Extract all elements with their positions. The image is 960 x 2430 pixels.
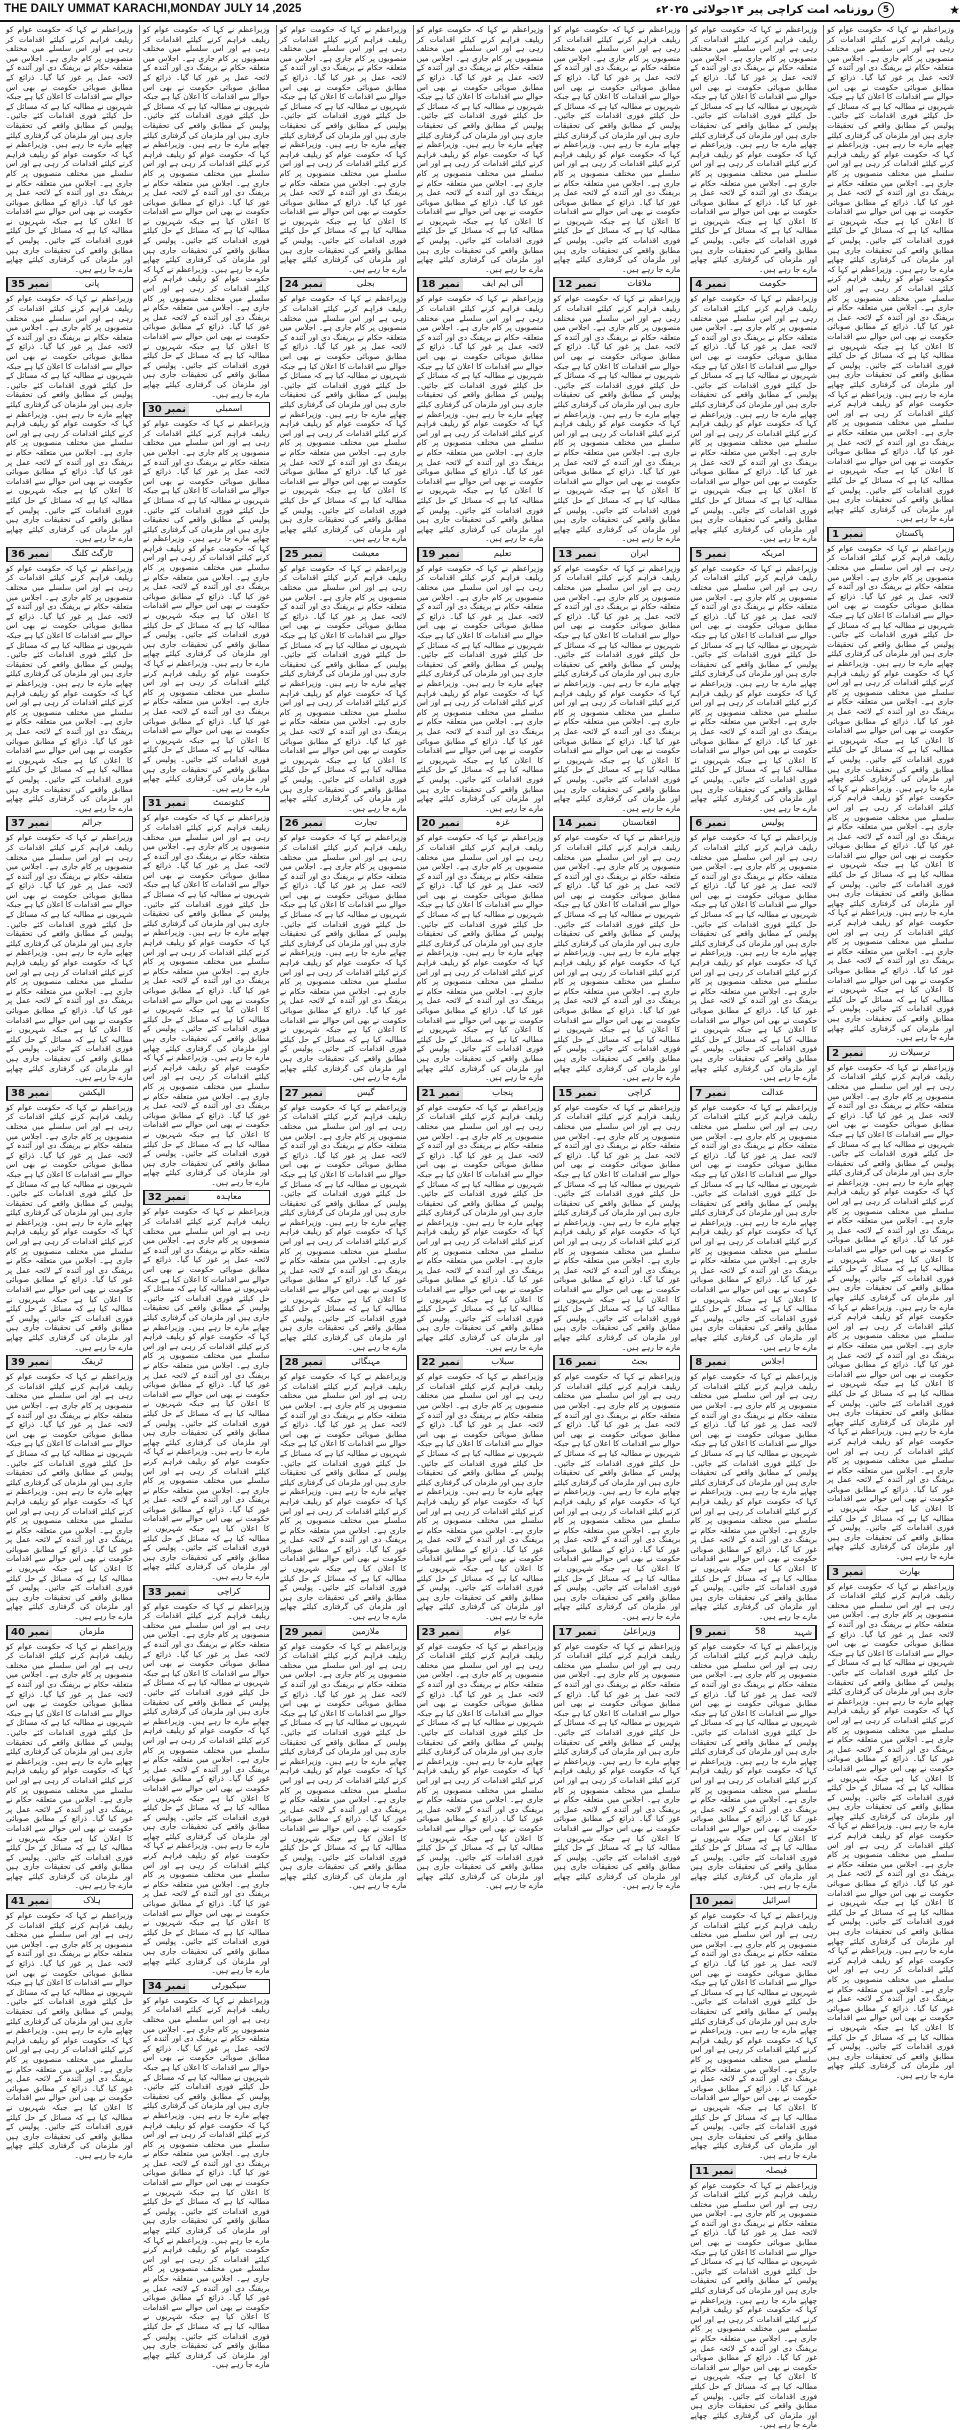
continuation-title: الیکشن <box>78 1087 106 1098</box>
continuation-item <box>417 277 544 543</box>
continuation-number: نمبر 3 <box>828 1566 866 1579</box>
continuation-item <box>690 547 817 813</box>
continuation-number: نمبر 1 <box>828 528 866 541</box>
continuation-title: غزہ <box>495 818 510 829</box>
continuation-title: 58 <box>754 1626 766 1637</box>
article-body: وزیراعظم نے کہا کہ حکومت عوام کو ریلیف فراہم کرنے کیلئے اقدامات کر رہی ہے اور اس سلسلے میں مختلف منصوبوں پر کام جاری ہے۔ اجلاس میں متعلقہ حکام نے بریفنگ دی اور آئندہ کے لائحہ عمل پر غور کیا گیا۔ ذرائع کے مطابق صوبائی حکومت نے بھی اس حوالے سے اقدامات کا اعلان کیا ہے جبکہ شہریوں نے مطالبہ کیا ہے کہ مسائل کے حل کیلئے فوری اقدامات کئے جائیں۔ پولیس کے مطابق واقعے کی تحقیقات جاری ہیں اور ملزمان کی گرفتاری کیلئے چھاپے مارے جا رہے ہیں۔ وزیراعظم نے کہا کہ حکومت عوام کو ریلیف فراہم کرنے کیلئے اقدامات کر رہی ہے اور اس سلسلے میں مختلف منصوبوں پر کام جاری ہے۔ اجلاس میں متعلقہ حکام نے بریفنگ دی اور آئندہ کے لائحہ عمل پر غور کیا گیا۔ ذرائع کے مطابق صوبائی حکومت نے بھی اس حوالے سے اقدامات کا اعلان کیا ہے جبکہ شہریوں نے مطالبہ کیا ہے کہ مسائل کے حل کیلئے فوری اقدامات کئے جائیں۔ پولیس کے مطابق واقعے کی تحقیقات جاری ہیں اور ملزمان کی گرفتاری کیلئے چھاپے مارے جا رہے ہیں۔ <box>279 25 407 274</box>
continuation-title: وزیراعلیٰ <box>623 1626 656 1637</box>
continuation-number: نمبر 18 <box>418 278 463 291</box>
article-body: وزیراعظم نے کہا کہ حکومت عوام کو ریلیف فراہم کرنے کیلئے اقدامات کر رہی ہے اور اس سلسلے میں مختلف منصوبوں پر کام جاری ہے۔ اجلاس میں متعلقہ حکام نے بریفنگ دی اور آئندہ کے لائحہ عمل پر غور کیا گیا۔ ذرائع کے مطابق صوبائی حکومت نے بھی اس حوالے سے اقدامات کا اعلان کیا ہے جبکہ شہریوں نے مطالبہ کیا ہے کہ مسائل کے حل کیلئے فوری اقدامات کئے جائیں۔ پولیس کے مطابق واقعے کی تحقیقات جاری ہیں اور ملزمان کی گرفتاری کیلئے چھاپے مارے جا رہے ہیں۔ وزیراعظم نے کہا کہ حکومت عوام کو ریلیف فراہم کرنے کیلئے اقدامات کر رہی ہے اور اس سلسلے میں مختلف منصوبوں پر کام جاری ہے۔ اجلاس میں متعلقہ حکام نے بریفنگ دی اور آئندہ کے لائحہ عمل پر غور کیا گیا۔ ذرائع کے مطابق صوبائی حکومت نے بھی اس حوالے سے اقدامات کا اعلان کیا ہے جبکہ شہریوں نے مطالبہ کیا ہے کہ مسائل کے حل کیلئے فوری اقدامات کئے جائیں۔ پولیس کے مطابق واقعے کی تحقیقات جاری ہیں اور ملزمان کی گرفتاری کیلئے چھاپے مارے جا رہے ہیں۔ <box>416 563 544 813</box>
continuation-header <box>280 547 407 562</box>
article-body: وزیراعظم نے کہا کہ حکومت عوام کو ریلیف فراہم کرنے کیلئے اقدامات کر رہی ہے اور اس سلسلے میں مختلف منصوبوں پر کام جاری ہے۔ اجلاس میں متعلقہ حکام نے بریفنگ دی اور آئندہ کے لائحہ عمل پر غور کیا گیا۔ ذرائع کے مطابق صوبائی حکومت نے بھی اس حوالے سے اقدامات کا اعلان کیا ہے جبکہ شہریوں نے مطالبہ کیا ہے کہ مسائل کے حل کیلئے فوری اقدامات کئے جائیں۔ پولیس کے مطابق واقعے کی تحقیقات جاری ہیں اور ملزمان کی گرفتاری کیلئے چھاپے مارے جا رہے ہیں۔ وزیراعظم نے کہا کہ حکومت عوام کو ریلیف فراہم کرنے کیلئے اقدامات کر رہی ہے اور اس سلسلے میں مختلف منصوبوں پر کام جاری ہے۔ اجلاس میں متعلقہ حکام نے بریفنگ دی اور آئندہ کے لائحہ عمل پر غور کیا گیا۔ ذرائع کے مطابق صوبائی حکومت نے بھی اس حوالے سے اقدامات کا اعلان کیا ہے جبکہ شہریوں نے مطالبہ کیا ہے کہ مسائل کے حل کیلئے فوری اقدامات کئے جائیں۔ پولیس کے مطابق واقعے کی تحقیقات جاری ہیں اور ملزمان کی گرفتاری کیلئے چھاپے مارے جا رہے ہیں۔ <box>5 25 133 274</box>
continuation-title: فیصلہ <box>765 2165 788 2176</box>
news-column <box>139 25 273 2370</box>
article-body: وزیراعظم نے کہا کہ حکومت عوام کو ریلیف فراہم کرنے کیلئے اقدامات کر رہی ہے اور اس سلسلے میں مختلف منصوبوں پر کام جاری ہے۔ اجلاس میں متعلقہ حکام نے بریفنگ دی اور آئندہ کے لائحہ عمل پر غور کیا گیا۔ ذرائع کے مطابق صوبائی حکومت نے بھی اس حوالے سے اقدامات کا اعلان کیا ہے جبکہ شہریوں نے مطالبہ کیا ہے کہ مسائل کے حل کیلئے فوری اقدامات کئے جائیں۔ پولیس کے مطابق واقعے کی تحقیقات جاری ہیں اور ملزمان کی گرفتاری کیلئے چھاپے مارے جا رہے ہیں۔ وزیراعظم نے کہا کہ حکومت عوام کو ریلیف فراہم کرنے کیلئے اقدامات کر رہی ہے اور اس سلسلے میں مختلف منصوبوں پر کام جاری ہے۔ اجلاس میں متعلقہ حکام نے بریفنگ دی اور آئندہ کے لائحہ عمل پر غور کیا گیا۔ ذرائع کے مطابق صوبائی حکومت نے بھی اس حوالے سے اقدامات کا اعلان کیا ہے جبکہ شہریوں نے مطالبہ کیا ہے کہ مسائل کے حل کیلئے فوری اقدامات کئے جائیں۔ پولیس کے مطابق واقعے کی تحقیقات جاری ہیں اور ملزمان کی گرفتاری کیلئے چھاپے مارے جا رہے ہیں۔ <box>279 1641 407 1891</box>
continuation-number: نمبر 41 <box>7 1895 52 1908</box>
continuation-header <box>690 1894 817 1909</box>
article-body: وزیراعظم نے کہا کہ حکومت عوام کو ریلیف فراہم کرنے کیلئے اقدامات کر رہی ہے اور اس سلسلے میں مختلف منصوبوں پر کام جاری ہے۔ اجلاس میں متعلقہ حکام نے بریفنگ دی اور آئندہ کے لائحہ عمل پر غور کیا گیا۔ ذرائع کے مطابق صوبائی حکومت نے بھی اس حوالے سے اقدامات کا اعلان کیا ہے جبکہ شہریوں نے مطالبہ کیا ہے کہ مسائل کے حل کیلئے فوری اقدامات کئے جائیں۔ پولیس کے مطابق واقعے کی تحقیقات جاری ہیں اور ملزمان کی گرفتاری کیلئے چھاپے مارے جا رہے ہیں۔ وزیراعظم نے کہا کہ حکومت عوام کو ریلیف فراہم کرنے کیلئے اقدامات کر رہی ہے اور اس سلسلے میں مختلف منصوبوں پر کام جاری ہے۔ اجلاس میں متعلقہ حکام نے بریفنگ دی اور آئندہ کے لائحہ عمل پر غور کیا گیا۔ ذرائع کے مطابق صوبائی حکومت نے بھی اس حوالے سے اقدامات کا اعلان کیا ہے جبکہ شہریوں نے مطالبہ کیا ہے کہ مسائل کے حل کیلئے فوری اقدامات کئے جائیں۔ پولیس کے مطابق واقعے کی تحقیقات جاری ہیں اور ملزمان کی گرفتاری کیلئے چھاپے مارے جا رہے ہیں۔ <box>416 294 544 544</box>
continuation-title: بجٹ <box>631 1357 648 1368</box>
article-body: وزیراعظم نے کہا کہ حکومت عوام کو ریلیف فراہم کرنے کیلئے اقدامات کر رہی ہے اور اس سلسلے میں مختلف منصوبوں پر کام جاری ہے۔ اجلاس میں متعلقہ حکام نے بریفنگ دی اور آئندہ کے لائحہ عمل پر غور کیا گیا۔ ذرائع کے مطابق صوبائی حکومت نے بھی اس حوالے سے اقدامات کا اعلان کیا ہے جبکہ شہریوں نے مطالبہ کیا ہے کہ مسائل کے حل کیلئے فوری اقدامات کئے جائیں۔ پولیس کے مطابق واقعے کی تحقیقات جاری ہیں اور ملزمان کی گرفتاری کیلئے چھاپے مارے جا رہے ہیں۔ وزیراعظم نے کہا کہ حکومت عوام کو ریلیف فراہم کرنے کیلئے اقدامات کر رہی ہے اور اس سلسلے میں مختلف منصوبوں پر کام جاری ہے۔ اجلاس میں متعلقہ حکام نے بریفنگ دی اور آئندہ کے لائحہ عمل پر غور کیا گیا۔ ذرائع کے مطابق صوبائی حکومت نے بھی اس حوالے سے اقدامات کا اعلان کیا ہے جبکہ شہریوں نے مطالبہ کیا ہے کہ مسائل کے حل کیلئے فوری اقدامات کئے جائیں۔ پولیس کے مطابق واقعے کی تحقیقات جاری ہیں اور ملزمان کی گرفتاری کیلئے چھاپے مارے جا رہے ہیں۔ وزیراعظم نے کہا کہ حکومت عوام کو ریلیف فراہم کرنے کیلئے اقدامات کر رہی ہے اور اس سلسلے میں مختلف منصوبوں پر کام جاری ہے۔ اجلاس میں متعلقہ حکام نے بریفنگ دی اور آئندہ کے لائحہ عمل پر غور کیا گیا۔ ذرائع کے مطابق صوبائی حکومت نے بھی اس حوالے سے اقدامات کا اعلان کیا ہے جبکہ شہریوں نے مطالبہ کیا ہے کہ مسائل کے حل کیلئے فوری اقدامات کئے جائیں۔ پولیس کے مطابق واقعے کی تحقیقات جاری ہیں اور ملزمان کی گرفتاری کیلئے چھاپے مارے جا رہے ہیں۔ <box>142 419 270 793</box>
continuation-header <box>690 1625 817 1640</box>
continuation-item <box>280 1355 407 1621</box>
continuation-number: نمبر 10 <box>691 1895 736 1908</box>
continuation-title: ہلاک <box>83 1896 101 1907</box>
continuation-title: ملازمین <box>352 1626 380 1637</box>
continuation-number: نمبر 32 <box>144 1191 189 1204</box>
continuation-header <box>6 1086 133 1101</box>
continuation-title: پنجاب <box>492 1087 514 1098</box>
continuation-header <box>280 1086 407 1101</box>
article-body: وزیراعظم نے کہا کہ حکومت عوام کو ریلیف فراہم کرنے کیلئے اقدامات کر رہی ہے اور اس سلسلے میں مختلف منصوبوں پر کام جاری ہے۔ اجلاس میں متعلقہ حکام نے بریفنگ دی اور آئندہ کے لائحہ عمل پر غور کیا گیا۔ ذرائع کے مطابق صوبائی حکومت نے بھی اس حوالے سے اقدامات کا اعلان کیا ہے جبکہ شہریوں نے مطالبہ کیا ہے کہ مسائل کے حل کیلئے فوری اقدامات کئے جائیں۔ پولیس کے مطابق واقعے کی تحقیقات جاری ہیں اور ملزمان کی گرفتاری کیلئے چھاپے مارے جا رہے ہیں۔ وزیراعظم نے کہا کہ حکومت عوام کو ریلیف فراہم کرنے کیلئے اقدامات کر رہی ہے اور اس سلسلے میں مختلف منصوبوں پر کام جاری ہے۔ اجلاس میں متعلقہ حکام نے بریفنگ دی اور آئندہ کے لائحہ عمل پر غور کیا گیا۔ ذرائع کے مطابق صوبائی حکومت نے بھی اس حوالے سے اقدامات کا اعلان کیا ہے جبکہ شہریوں نے مطالبہ کیا ہے کہ مسائل کے حل کیلئے فوری اقدامات کئے جائیں۔ پولیس کے مطابق واقعے کی تحقیقات جاری ہیں اور ملزمان کی گرفتاری کیلئے چھاپے مارے جا رہے ہیں۔ <box>5 833 133 1083</box>
continuation-title: گیس <box>356 1087 375 1098</box>
continuation-title: مہنگائی <box>351 1357 381 1368</box>
continuation-number: نمبر 35 <box>7 278 52 291</box>
continuation-header <box>827 1046 954 1061</box>
continuation-title: ملاقات <box>627 279 652 290</box>
continuation-title: بھارت <box>899 1566 921 1577</box>
continuation-number: نمبر 30 <box>144 403 189 416</box>
continuation-number: نمبر 31 <box>144 797 189 810</box>
continuation-title: معیشت <box>352 548 380 559</box>
continuation-item <box>6 547 133 813</box>
continuation-number: نمبر 23 <box>418 1626 463 1639</box>
article-body: وزیراعظم نے کہا کہ حکومت عوام کو ریلیف فراہم کرنے کیلئے اقدامات کر رہی ہے اور اس سلسلے میں مختلف منصوبوں پر کام جاری ہے۔ اجلاس میں متعلقہ حکام نے بریفنگ دی اور آئندہ کے لائحہ عمل پر غور کیا گیا۔ ذرائع کے مطابق صوبائی حکومت نے بھی اس حوالے سے اقدامات کا اعلان کیا ہے جبکہ شہریوں نے مطالبہ کیا ہے کہ مسائل کے حل کیلئے فوری اقدامات کئے جائیں۔ پولیس کے مطابق واقعے کی تحقیقات جاری ہیں اور ملزمان کی گرفتاری کیلئے چھاپے مارے جا رہے ہیں۔ وزیراعظم نے کہا کہ حکومت عوام کو ریلیف فراہم کرنے کیلئے اقدامات کر رہی ہے اور اس سلسلے میں مختلف منصوبوں پر کام جاری ہے۔ اجلاس میں متعلقہ حکام نے بریفنگ دی اور آئندہ کے لائحہ عمل پر غور کیا گیا۔ ذرائع کے مطابق صوبائی حکومت نے بھی اس حوالے سے اقدامات کا اعلان کیا ہے جبکہ شہریوں نے مطالبہ کیا ہے کہ مسائل کے حل کیلئے فوری اقدامات کئے جائیں۔ پولیس کے مطابق واقعے کی تحقیقات جاری ہیں اور ملزمان کی گرفتاری کیلئے چھاپے مارے جا رہے ہیں۔ <box>5 1641 133 1891</box>
newspaper-title-urdu: روزنامہ امت کراچی پیر ۱۴جولائی ۲۰۲۵ء <box>655 3 874 16</box>
continuation-number: نمبر 36 <box>7 548 52 561</box>
continuation-item <box>553 1625 680 1891</box>
continuation-header <box>6 277 133 292</box>
continuation-header <box>690 2164 817 2179</box>
masthead <box>0 0 960 22</box>
continuation-item <box>280 816 407 1082</box>
article-body: وزیراعظم نے کہا کہ حکومت عوام کو ریلیف فراہم کرنے کیلئے اقدامات کر رہی ہے اور اس سلسلے میں مختلف منصوبوں پر کام جاری ہے۔ اجلاس میں متعلقہ حکام نے بریفنگ دی اور آئندہ کے لائحہ عمل پر غور کیا گیا۔ ذرائع کے مطابق صوبائی حکومت نے بھی اس حوالے سے اقدامات کا اعلان کیا ہے جبکہ شہریوں نے مطالبہ کیا ہے کہ مسائل کے حل کیلئے فوری اقدامات کئے جائیں۔ پولیس کے مطابق واقعے کی تحقیقات جاری ہیں اور ملزمان کی گرفتاری کیلئے چھاپے مارے جا رہے ہیں۔ وزیراعظم نے کہا کہ حکومت عوام کو ریلیف فراہم کرنے کیلئے اقدامات کر رہی ہے اور اس سلسلے میں مختلف منصوبوں پر کام جاری ہے۔ اجلاس میں متعلقہ حکام نے بریفنگ دی اور آئندہ کے لائحہ عمل پر غور کیا گیا۔ ذرائع کے مطابق صوبائی حکومت نے بھی اس حوالے سے اقدامات کا اعلان کیا ہے جبکہ شہریوں نے مطالبہ کیا ہے کہ مسائل کے حل کیلئے فوری اقدامات کئے جائیں۔ پولیس کے مطابق واقعے کی تحقیقات جاری ہیں اور ملزمان کی گرفتاری کیلئے چھاپے مارے جا رہے ہیں۔ <box>690 563 818 813</box>
continuation-title: تعلیم <box>493 548 512 559</box>
article-body: وزیراعظم نے کہا کہ حکومت عوام کو ریلیف فراہم کرنے کیلئے اقدامات کر رہی ہے اور اس سلسلے میں مختلف منصوبوں پر کام جاری ہے۔ اجلاس میں متعلقہ حکام نے بریفنگ دی اور آئندہ کے لائحہ عمل پر غور کیا گیا۔ ذرائع کے مطابق صوبائی حکومت نے بھی اس حوالے سے اقدامات کا اعلان کیا ہے جبکہ شہریوں نے مطالبہ کیا ہے کہ مسائل کے حل کیلئے فوری اقدامات کئے جائیں۔ پولیس کے مطابق واقعے کی تحقیقات جاری ہیں اور ملزمان کی گرفتاری کیلئے چھاپے مارے جا رہے ہیں۔ وزیراعظم نے کہا کہ حکومت عوام کو ریلیف فراہم کرنے کیلئے اقدامات کر رہی ہے اور اس سلسلے میں مختلف منصوبوں پر کام جاری ہے۔ اجلاس میں متعلقہ حکام نے بریفنگ دی اور آئندہ کے لائحہ عمل پر غور کیا گیا۔ ذرائع کے مطابق صوبائی حکومت نے بھی اس حوالے سے اقدامات کا اعلان کیا ہے جبکہ شہریوں نے مطالبہ کیا ہے کہ مسائل کے حل کیلئے فوری اقدامات کئے جائیں۔ پولیس کے مطابق واقعے کی تحقیقات جاری ہیں اور ملزمان کی گرفتاری کیلئے چھاپے مارے جا رہے ہیں۔ وزیراعظم نے کہا کہ حکومت عوام کو ریلیف فراہم کرنے کیلئے اقدامات کر رہی ہے اور اس سلسلے میں مختلف منصوبوں پر کام جاری ہے۔ اجلاس میں متعلقہ حکام نے بریفنگ دی اور آئندہ کے لائحہ عمل پر غور کیا گیا۔ ذرائع کے مطابق صوبائی حکومت نے بھی اس حوالے سے اقدامات کا اعلان کیا ہے جبکہ شہریوں نے مطالبہ کیا ہے کہ مسائل کے حل کیلئے فوری اقدامات کئے جائیں۔ پولیس کے مطابق واقعے کی تحقیقات جاری ہیں اور ملزمان کی گرفتاری کیلئے چھاپے مارے جا رہے ہیں۔ وزیراعظم نے کہا کہ حکومت عوام کو ریلیف فراہم کرنے کیلئے اقدامات کر رہی ہے اور اس سلسلے میں مختلف منصوبوں پر کام جاری ہے۔ اجلاس میں متعلقہ حکام نے بریفنگ دی اور آئندہ کے لائحہ عمل پر غور کیا گیا۔ ذرائع کے مطابق صوبائی حکومت نے بھی اس حوالے سے اقدامات کا اعلان کیا ہے جبکہ شہریوں نے مطالبہ کیا ہے کہ مسائل کے حل کیلئے فوری اقدامات کئے جائیں۔ پولیس کے مطابق واقعے کی تحقیقات جاری ہیں اور ملزمان کی گرفتاری کیلئے چھاپے مارے جا رہے ہیں۔ <box>827 543 954 1043</box>
continuation-item <box>553 277 680 543</box>
continuation-header <box>6 547 133 562</box>
continuation-header <box>417 547 544 562</box>
continuation-subtitle: شہید <box>791 1626 816 1639</box>
continuation-header <box>6 1355 133 1370</box>
star-icon: ★ <box>949 3 960 17</box>
article-body: وزیراعظم نے کہا کہ حکومت عوام کو ریلیف فراہم کرنے کیلئے اقدامات کر رہی ہے اور اس سلسلے میں مختلف منصوبوں پر کام جاری ہے۔ اجلاس میں متعلقہ حکام نے بریفنگ دی اور آئندہ کے لائحہ عمل پر غور کیا گیا۔ ذرائع کے مطابق صوبائی حکومت نے بھی اس حوالے سے اقدامات کا اعلان کیا ہے جبکہ شہریوں نے مطالبہ کیا ہے کہ مسائل کے حل کیلئے فوری اقدامات کئے جائیں۔ پولیس کے مطابق واقعے کی تحقیقات جاری ہیں اور ملزمان کی گرفتاری کیلئے چھاپے مارے جا رہے ہیں۔ وزیراعظم نے کہا کہ حکومت عوام کو ریلیف فراہم کرنے کیلئے اقدامات کر رہی ہے اور اس سلسلے میں مختلف منصوبوں پر کام جاری ہے۔ اجلاس میں متعلقہ حکام نے بریفنگ دی اور آئندہ کے لائحہ عمل پر غور کیا گیا۔ ذرائع کے مطابق صوبائی حکومت نے بھی اس حوالے سے اقدامات کا اعلان کیا ہے جبکہ شہریوں نے مطالبہ کیا ہے کہ مسائل کے حل کیلئے فوری اقدامات کئے جائیں۔ پولیس کے مطابق واقعے کی تحقیقات جاری ہیں اور ملزمان کی گرفتاری کیلئے چھاپے مارے جا رہے ہیں۔ <box>5 294 133 544</box>
article-body: وزیراعظم نے کہا کہ حکومت عوام کو ریلیف فراہم کرنے کیلئے اقدامات کر رہی ہے اور اس سلسلے میں مختلف منصوبوں پر کام جاری ہے۔ اجلاس میں متعلقہ حکام نے بریفنگ دی اور آئندہ کے لائحہ عمل پر غور کیا گیا۔ ذرائع کے مطابق صوبائی حکومت نے بھی اس حوالے سے اقدامات کا اعلان کیا ہے جبکہ شہریوں نے مطالبہ کیا ہے کہ مسائل کے حل کیلئے فوری اقدامات کئے جائیں۔ پولیس کے مطابق واقعے کی تحقیقات جاری ہیں اور ملزمان کی گرفتاری کیلئے چھاپے مارے جا رہے ہیں۔ وزیراعظم نے کہا کہ حکومت عوام کو ریلیف فراہم کرنے کیلئے اقدامات کر رہی ہے اور اس سلسلے میں مختلف منصوبوں پر کام جاری ہے۔ اجلاس میں متعلقہ حکام نے بریفنگ دی اور آئندہ کے لائحہ عمل پر غور کیا گیا۔ ذرائع کے مطابق صوبائی حکومت نے بھی اس حوالے سے اقدامات کا اعلان کیا ہے جبکہ شہریوں نے مطالبہ کیا ہے کہ مسائل کے حل کیلئے فوری اقدامات کئے جائیں۔ پولیس کے مطابق واقعے کی تحقیقات جاری ہیں اور ملزمان کی گرفتاری کیلئے چھاپے مارے جا رہے ہیں۔ وزیراعظم نے کہا کہ حکومت عوام کو ریلیف فراہم کرنے کیلئے اقدامات کر رہی ہے اور اس سلسلے میں مختلف منصوبوں پر کام جاری ہے۔ اجلاس میں متعلقہ حکام نے بریفنگ دی اور آئندہ کے لائحہ عمل پر غور کیا گیا۔ ذرائع کے مطابق صوبائی حکومت نے بھی اس حوالے سے اقدامات کا اعلان کیا ہے جبکہ شہریوں نے مطالبہ کیا ہے کہ مسائل کے حل کیلئے فوری اقدامات کئے جائیں۔ پولیس کے مطابق واقعے کی تحقیقات جاری ہیں اور ملزمان کی گرفتاری کیلئے چھاپے مارے جا رہے ہیں۔ وزیراعظم نے کہا کہ حکومت عوام کو ریلیف فراہم کرنے کیلئے اقدامات کر رہی ہے اور اس سلسلے میں مختلف منصوبوں پر کام جاری ہے۔ اجلاس میں متعلقہ حکام نے بریفنگ دی اور آئندہ کے لائحہ عمل پر غور کیا گیا۔ ذرائع کے مطابق صوبائی حکومت نے بھی اس حوالے سے اقدامات کا اعلان کیا ہے جبکہ شہریوں نے مطالبہ کیا ہے کہ مسائل کے حل کیلئے فوری اقدامات کئے جائیں۔ پولیس کے مطابق واقعے کی تحقیقات جاری ہیں اور ملزمان کی گرفتاری کیلئے چھاپے مارے جا رہے ہیں۔ <box>827 1581 954 2080</box>
continuation-title: حکومت <box>759 279 787 290</box>
continuation-item <box>690 2164 817 2430</box>
continuation-title: کراچی <box>627 1087 652 1098</box>
continuation-title: جرائم <box>81 818 103 829</box>
article-body: وزیراعظم نے کہا کہ حکومت عوام کو ریلیف فراہم کرنے کیلئے اقدامات کر رہی ہے اور اس سلسلے میں مختلف منصوبوں پر کام جاری ہے۔ اجلاس میں متعلقہ حکام نے بریفنگ دی اور آئندہ کے لائحہ عمل پر غور کیا گیا۔ ذرائع کے مطابق صوبائی حکومت نے بھی اس حوالے سے اقدامات کا اعلان کیا ہے جبکہ شہریوں نے مطالبہ کیا ہے کہ مسائل کے حل کیلئے فوری اقدامات کئے جائیں۔ پولیس کے مطابق واقعے کی تحقیقات جاری ہیں اور ملزمان کی گرفتاری کیلئے چھاپے مارے جا رہے ہیں۔ وزیراعظم نے کہا کہ حکومت عوام کو ریلیف فراہم کرنے کیلئے اقدامات کر رہی ہے اور اس سلسلے میں مختلف منصوبوں پر کام جاری ہے۔ اجلاس میں متعلقہ حکام نے بریفنگ دی اور آئندہ کے لائحہ عمل پر غور کیا گیا۔ ذرائع کے مطابق صوبائی حکومت نے بھی اس حوالے سے اقدامات کا اعلان کیا ہے جبکہ شہریوں نے مطالبہ کیا ہے کہ مسائل کے حل کیلئے فوری اقدامات کئے جائیں۔ پولیس کے مطابق واقعے کی تحقیقات جاری ہیں اور ملزمان کی گرفتاری کیلئے چھاپے مارے جا رہے ہیں۔ <box>553 1641 681 1891</box>
continuation-item <box>417 1086 544 1352</box>
continuation-item <box>827 1565 954 2081</box>
continuation-item <box>827 527 954 1043</box>
continuation-title: کنٹونمنٹ <box>212 798 245 809</box>
continuation-header <box>690 816 817 831</box>
article-body: وزیراعظم نے کہا کہ حکومت عوام کو ریلیف فراہم کرنے کیلئے اقدامات کر رہی ہے اور اس سلسلے میں مختلف منصوبوں پر کام جاری ہے۔ اجلاس میں متعلقہ حکام نے بریفنگ دی اور آئندہ کے لائحہ عمل پر غور کیا گیا۔ ذرائع کے مطابق صوبائی حکومت نے بھی اس حوالے سے اقدامات کا اعلان کیا ہے جبکہ شہریوں نے مطالبہ کیا ہے کہ مسائل کے حل کیلئے فوری اقدامات کئے جائیں۔ پولیس کے مطابق واقعے کی تحقیقات جاری ہیں اور ملزمان کی گرفتاری کیلئے چھاپے مارے جا رہے ہیں۔ وزیراعظم نے کہا کہ حکومت عوام کو ریلیف فراہم کرنے کیلئے اقدامات کر رہی ہے اور اس سلسلے میں مختلف منصوبوں پر کام جاری ہے۔ اجلاس میں متعلقہ حکام نے بریفنگ دی اور آئندہ کے لائحہ عمل پر غور کیا گیا۔ ذرائع کے مطابق صوبائی حکومت نے بھی اس حوالے سے اقدامات کا اعلان کیا ہے جبکہ شہریوں نے مطالبہ کیا ہے کہ مسائل کے حل کیلئے فوری اقدامات کئے جائیں۔ پولیس کے مطابق واقعے کی تحقیقات جاری ہیں اور ملزمان کی گرفتاری کیلئے چھاپے مارے جا رہے ہیں۔ <box>553 1372 681 1622</box>
article-body: وزیراعظم نے کہا کہ حکومت عوام کو ریلیف فراہم کرنے کیلئے اقدامات کر رہی ہے اور اس سلسلے میں مختلف منصوبوں پر کام جاری ہے۔ اجلاس میں متعلقہ حکام نے بریفنگ دی اور آئندہ کے لائحہ عمل پر غور کیا گیا۔ ذرائع کے مطابق صوبائی حکومت نے بھی اس حوالے سے اقدامات کا اعلان کیا ہے جبکہ شہریوں نے مطالبہ کیا ہے کہ مسائل کے حل کیلئے فوری اقدامات کئے جائیں۔ پولیس کے مطابق واقعے کی تحقیقات جاری ہیں اور ملزمان کی گرفتاری کیلئے چھاپے مارے جا رہے ہیں۔ وزیراعظم نے کہا کہ حکومت عوام کو ریلیف فراہم کرنے کیلئے اقدامات کر رہی ہے اور اس سلسلے میں مختلف منصوبوں پر کام جاری ہے۔ اجلاس میں متعلقہ حکام نے بریفنگ دی اور آئندہ کے لائحہ عمل پر غور کیا گیا۔ ذرائع کے مطابق صوبائی حکومت نے بھی اس حوالے سے اقدامات کا اعلان کیا ہے جبکہ شہریوں نے مطالبہ کیا ہے کہ مسائل کے حل کیلئے فوری اقدامات کئے جائیں۔ پولیس کے مطابق واقعے کی تحقیقات جاری ہیں اور ملزمان کی گرفتاری کیلئے چھاپے مارے جا رہے ہیں۔ <box>5 1372 133 1622</box>
continuation-number: نمبر 20 <box>418 817 463 830</box>
article-body: وزیراعظم نے کہا کہ حکومت عوام کو ریلیف فراہم کرنے کیلئے اقدامات کر رہی ہے اور اس سلسلے میں مختلف منصوبوں پر کام جاری ہے۔ اجلاس میں متعلقہ حکام نے بریفنگ دی اور آئندہ کے لائحہ عمل پر غور کیا گیا۔ ذرائع کے مطابق صوبائی حکومت نے بھی اس حوالے سے اقدامات کا اعلان کیا ہے جبکہ شہریوں نے مطالبہ کیا ہے کہ مسائل کے حل کیلئے فوری اقدامات کئے جائیں۔ پولیس کے مطابق واقعے کی تحقیقات جاری ہیں اور ملزمان کی گرفتاری کیلئے چھاپے مارے جا رہے ہیں۔ وزیراعظم نے کہا کہ حکومت عوام کو ریلیف فراہم کرنے کیلئے اقدامات کر رہی ہے اور اس سلسلے میں مختلف منصوبوں پر کام جاری ہے۔ اجلاس میں متعلقہ حکام نے بریفنگ دی اور آئندہ کے لائحہ عمل پر غور کیا گیا۔ ذرائع کے مطابق صوبائی حکومت نے بھی اس حوالے سے اقدامات کا اعلان کیا ہے جبکہ شہریوں نے مطالبہ کیا ہے کہ مسائل کے حل کیلئے فوری اقدامات کئے جائیں۔ پولیس کے مطابق واقعے کی تحقیقات جاری ہیں اور ملزمان کی گرفتاری کیلئے چھاپے مارے جا رہے ہیں۔ وزیراعظم نے کہا کہ حکومت عوام کو ریلیف فراہم کرنے کیلئے اقدامات کر رہی ہے اور اس سلسلے میں مختلف منصوبوں پر کام جاری ہے۔ اجلاس میں متعلقہ حکام نے بریفنگ دی اور آئندہ کے لائحہ عمل پر غور کیا گیا۔ ذرائع کے مطابق صوبائی حکومت نے بھی اس حوالے سے اقدامات کا اعلان کیا ہے جبکہ شہریوں نے مطالبہ کیا ہے کہ مسائل کے حل کیلئے فوری اقدامات کئے جائیں۔ پولیس کے مطابق واقعے کی تحقیقات جاری ہیں اور ملزمان کی گرفتاری کیلئے چھاپے مارے جا رہے ہیں۔ وزیراعظم نے کہا کہ حکومت عوام کو ریلیف فراہم کرنے کیلئے اقدامات کر رہی ہے اور اس سلسلے میں مختلف منصوبوں پر کام جاری ہے۔ اجلاس میں متعلقہ حکام نے بریفنگ دی اور آئندہ کے لائحہ عمل پر غور کیا گیا۔ ذرائع کے مطابق صوبائی حکومت نے بھی اس حوالے سے اقدامات کا اعلان کیا ہے جبکہ شہریوں نے مطالبہ کیا ہے کہ مسائل کے حل کیلئے فوری اقدامات کئے جائیں۔ پولیس کے مطابق واقعے کی تحقیقات جاری ہیں اور ملزمان کی گرفتاری کیلئے چھاپے مارے جا رہے ہیں۔ <box>827 25 954 524</box>
news-column <box>413 25 547 1891</box>
article-body: وزیراعظم نے کہا کہ حکومت عوام کو ریلیف فراہم کرنے کیلئے اقدامات کر رہی ہے اور اس سلسلے میں مختلف منصوبوں پر کام جاری ہے۔ اجلاس میں متعلقہ حکام نے بریفنگ دی اور آئندہ کے لائحہ عمل پر غور کیا گیا۔ ذرائع کے مطابق صوبائی حکومت نے بھی اس حوالے سے اقدامات کا اعلان کیا ہے جبکہ شہریوں نے مطالبہ کیا ہے کہ مسائل کے حل کیلئے فوری اقدامات کئے جائیں۔ پولیس کے مطابق واقعے کی تحقیقات جاری ہیں اور ملزمان کی گرفتاری کیلئے چھاپے مارے جا رہے ہیں۔ وزیراعظم نے کہا کہ حکومت عوام کو ریلیف فراہم کرنے کیلئے اقدامات کر رہی ہے اور اس سلسلے میں مختلف منصوبوں پر کام جاری ہے۔ اجلاس میں متعلقہ حکام نے بریفنگ دی اور آئندہ کے لائحہ عمل پر غور کیا گیا۔ ذرائع کے مطابق صوبائی حکومت نے بھی اس حوالے سے اقدامات کا اعلان کیا ہے جبکہ شہریوں نے مطالبہ کیا ہے کہ مسائل کے حل کیلئے فوری اقدامات کئے جائیں۔ پولیس کے مطابق واقعے کی تحقیقات جاری ہیں اور ملزمان کی گرفتاری کیلئے چھاپے مارے جا رہے ہیں۔ <box>553 833 681 1083</box>
continuation-item <box>553 1086 680 1352</box>
news-column <box>3 25 136 2160</box>
continuation-number: نمبر 14 <box>554 817 599 830</box>
article-body: وزیراعظم نے کہا کہ حکومت عوام کو ریلیف فراہم کرنے کیلئے اقدامات کر رہی ہے اور اس سلسلے میں مختلف منصوبوں پر کام جاری ہے۔ اجلاس میں متعلقہ حکام نے بریفنگ دی اور آئندہ کے لائحہ عمل پر غور کیا گیا۔ ذرائع کے مطابق صوبائی حکومت نے بھی اس حوالے سے اقدامات کا اعلان کیا ہے جبکہ شہریوں نے مطالبہ کیا ہے کہ مسائل کے حل کیلئے فوری اقدامات کئے جائیں۔ پولیس کے مطابق واقعے کی تحقیقات جاری ہیں اور ملزمان کی گرفتاری کیلئے چھاپے مارے جا رہے ہیں۔ وزیراعظم نے کہا کہ حکومت عوام کو ریلیف فراہم کرنے کیلئے اقدامات کر رہی ہے اور اس سلسلے میں مختلف منصوبوں پر کام جاری ہے۔ اجلاس میں متعلقہ حکام نے بریفنگ دی اور آئندہ کے لائحہ عمل پر غور کیا گیا۔ ذرائع کے مطابق صوبائی حکومت نے بھی اس حوالے سے اقدامات کا اعلان کیا ہے جبکہ شہریوں نے مطالبہ کیا ہے کہ مسائل کے حل کیلئے فوری اقدامات کئے جائیں۔ پولیس کے مطابق واقعے کی تحقیقات جاری ہیں اور ملزمان کی گرفتاری کیلئے چھاپے مارے جا رہے ہیں۔ وزیراعظم نے کہا کہ حکومت عوام کو ریلیف فراہم کرنے کیلئے اقدامات کر رہی ہے اور اس سلسلے میں مختلف منصوبوں پر کام جاری ہے۔ اجلاس میں متعلقہ حکام نے بریفنگ دی اور آئندہ کے لائحہ عمل پر غور کیا گیا۔ ذرائع کے مطابق صوبائی حکومت نے بھی اس حوالے سے اقدامات کا اعلان کیا ہے جبکہ شہریوں نے مطالبہ کیا ہے کہ مسائل کے حل کیلئے فوری اقدامات کئے جائیں۔ پولیس کے مطابق واقعے کی تحقیقات جاری ہیں اور ملزمان کی گرفتاری کیلئے چھاپے مارے جا رہے ہیں۔ <box>142 813 270 1187</box>
continuation-item <box>143 1190 270 1581</box>
continuation-header <box>417 1625 544 1640</box>
continuation-title: عدالت <box>761 1087 785 1098</box>
continuation-item <box>690 1894 817 2160</box>
continuation-header <box>553 1086 680 1101</box>
continuation-title: ترسیلات زر <box>889 1047 931 1058</box>
continuation-title: اسرائیل <box>762 1896 791 1907</box>
continuation-header <box>417 1086 544 1101</box>
continuation-header <box>6 1894 133 1909</box>
article-body: وزیراعظم نے کہا کہ حکومت عوام کو ریلیف فراہم کرنے کیلئے اقدامات کر رہی ہے اور اس سلسلے میں مختلف منصوبوں پر کام جاری ہے۔ اجلاس میں متعلقہ حکام نے بریفنگ دی اور آئندہ کے لائحہ عمل پر غور کیا گیا۔ ذرائع کے مطابق صوبائی حکومت نے بھی اس حوالے سے اقدامات کا اعلان کیا ہے جبکہ شہریوں نے مطالبہ کیا ہے کہ مسائل کے حل کیلئے فوری اقدامات کئے جائیں۔ پولیس کے مطابق واقعے کی تحقیقات جاری ہیں اور ملزمان کی گرفتاری کیلئے چھاپے مارے جا رہے ہیں۔ وزیراعظم نے کہا کہ حکومت عوام کو ریلیف فراہم کرنے کیلئے اقدامات کر رہی ہے اور اس سلسلے میں مختلف منصوبوں پر کام جاری ہے۔ اجلاس میں متعلقہ حکام نے بریفنگ دی اور آئندہ کے لائحہ عمل پر غور کیا گیا۔ ذرائع کے مطابق صوبائی حکومت نے بھی اس حوالے سے اقدامات کا اعلان کیا ہے جبکہ شہریوں نے مطالبہ کیا ہے کہ مسائل کے حل کیلئے فوری اقدامات کئے جائیں۔ پولیس کے مطابق واقعے کی تحقیقات جاری ہیں اور ملزمان کی گرفتاری کیلئے چھاپے مارے جا رہے ہیں۔ <box>279 833 407 1083</box>
continuation-title: سیکیورٹی <box>211 1980 247 1991</box>
continuation-number: نمبر 40 <box>7 1626 52 1639</box>
continuation-title: معاہدہ <box>216 1192 242 1203</box>
article-body: وزیراعظم نے کہا کہ حکومت عوام کو ریلیف فراہم کرنے کیلئے اقدامات کر رہی ہے اور اس سلسلے میں مختلف منصوبوں پر کام جاری ہے۔ اجلاس میں متعلقہ حکام نے بریفنگ دی اور آئندہ کے لائحہ عمل پر غور کیا گیا۔ ذرائع کے مطابق صوبائی حکومت نے بھی اس حوالے سے اقدامات کا اعلان کیا ہے جبکہ شہریوں نے مطالبہ کیا ہے کہ مسائل کے حل کیلئے فوری اقدامات کئے جائیں۔ پولیس کے مطابق واقعے کی تحقیقات جاری ہیں اور ملزمان کی گرفتاری کیلئے چھاپے مارے جا رہے ہیں۔ وزیراعظم نے کہا کہ حکومت عوام کو ریلیف فراہم کرنے کیلئے اقدامات کر رہی ہے اور اس سلسلے میں مختلف منصوبوں پر کام جاری ہے۔ اجلاس میں متعلقہ حکام نے بریفنگ دی اور آئندہ کے لائحہ عمل پر غور کیا گیا۔ ذرائع کے مطابق صوبائی حکومت نے بھی اس حوالے سے اقدامات کا اعلان کیا ہے جبکہ شہریوں نے مطالبہ کیا ہے کہ مسائل کے حل کیلئے فوری اقدامات کئے جائیں۔ پولیس کے مطابق واقعے کی تحقیقات جاری ہیں اور ملزمان کی گرفتاری کیلئے چھاپے مارے جا رہے ہیں۔ <box>690 1641 818 1891</box>
continuation-header <box>553 547 680 562</box>
continuation-title: ٹریفک <box>81 1357 103 1368</box>
continuation-header <box>417 816 544 831</box>
continuation-number: نمبر 26 <box>281 817 326 830</box>
article-body: وزیراعظم نے کہا کہ حکومت عوام کو ریلیف فراہم کرنے کیلئے اقدامات کر رہی ہے اور اس سلسلے میں مختلف منصوبوں پر کام جاری ہے۔ اجلاس میں متعلقہ حکام نے بریفنگ دی اور آئندہ کے لائحہ عمل پر غور کیا گیا۔ ذرائع کے مطابق صوبائی حکومت نے بھی اس حوالے سے اقدامات کا اعلان کیا ہے جبکہ شہریوں نے مطالبہ کیا ہے کہ مسائل کے حل کیلئے فوری اقدامات کئے جائیں۔ پولیس کے مطابق واقعے کی تحقیقات جاری ہیں اور ملزمان کی گرفتاری کیلئے چھاپے مارے جا رہے ہیں۔ وزیراعظم نے کہا کہ حکومت عوام کو ریلیف فراہم کرنے کیلئے اقدامات کر رہی ہے اور اس سلسلے میں مختلف منصوبوں پر کام جاری ہے۔ اجلاس میں متعلقہ حکام نے بریفنگ دی اور آئندہ کے لائحہ عمل پر غور کیا گیا۔ ذرائع کے مطابق صوبائی حکومت نے بھی اس حوالے سے اقدامات کا اعلان کیا ہے جبکہ شہریوں نے مطالبہ کیا ہے کہ مسائل کے حل کیلئے فوری اقدامات کئے جائیں۔ پولیس کے مطابق واقعے کی تحقیقات جاری ہیں اور ملزمان کی گرفتاری کیلئے چھاپے مارے جا رہے ہیں۔ <box>416 1372 544 1622</box>
continuation-header <box>280 816 407 831</box>
continuation-number: نمبر 12 <box>554 278 599 291</box>
continuation-item <box>690 1086 817 1352</box>
news-column <box>823 25 957 2080</box>
article-body: وزیراعظم نے کہا کہ حکومت عوام کو ریلیف فراہم کرنے کیلئے اقدامات کر رہی ہے اور اس سلسلے میں مختلف منصوبوں پر کام جاری ہے۔ اجلاس میں متعلقہ حکام نے بریفنگ دی اور آئندہ کے لائحہ عمل پر غور کیا گیا۔ ذرائع کے مطابق صوبائی حکومت نے بھی اس حوالے سے اقدامات کا اعلان کیا ہے جبکہ شہریوں نے مطالبہ کیا ہے کہ مسائل کے حل کیلئے فوری اقدامات کئے جائیں۔ پولیس کے مطابق واقعے کی تحقیقات جاری ہیں اور ملزمان کی گرفتاری کیلئے چھاپے مارے جا رہے ہیں۔ وزیراعظم نے کہا کہ حکومت عوام کو ریلیف فراہم کرنے کیلئے اقدامات کر رہی ہے اور اس سلسلے میں مختلف منصوبوں پر کام جاری ہے۔ اجلاس میں متعلقہ حکام نے بریفنگ دی اور آئندہ کے لائحہ عمل پر غور کیا گیا۔ ذرائع کے مطابق صوبائی حکومت نے بھی اس حوالے سے اقدامات کا اعلان کیا ہے جبکہ شہریوں نے مطالبہ کیا ہے کہ مسائل کے حل کیلئے فوری اقدامات کئے جائیں۔ پولیس کے مطابق واقعے کی تحقیقات جاری ہیں اور ملزمان کی گرفتاری کیلئے چھاپے مارے جا رہے ہیں۔ <box>690 2180 818 2430</box>
continuation-header <box>143 1190 270 1205</box>
continuation-number: نمبر 34 <box>144 1980 189 1993</box>
continuation-number: نمبر 15 <box>554 1087 599 1100</box>
article-body: وزیراعظم نے کہا کہ حکومت عوام کو ریلیف فراہم کرنے کیلئے اقدامات کر رہی ہے اور اس سلسلے میں مختلف منصوبوں پر کام جاری ہے۔ اجلاس میں متعلقہ حکام نے بریفنگ دی اور آئندہ کے لائحہ عمل پر غور کیا گیا۔ ذرائع کے مطابق صوبائی حکومت نے بھی اس حوالے سے اقدامات کا اعلان کیا ہے جبکہ شہریوں نے مطالبہ کیا ہے کہ مسائل کے حل کیلئے فوری اقدامات کئے جائیں۔ پولیس کے مطابق واقعے کی تحقیقات جاری ہیں اور ملزمان کی گرفتاری کیلئے چھاپے مارے جا رہے ہیں۔ وزیراعظم نے کہا کہ حکومت عوام کو ریلیف فراہم کرنے کیلئے اقدامات کر رہی ہے اور اس سلسلے میں مختلف منصوبوں پر کام جاری ہے۔ اجلاس میں متعلقہ حکام نے بریفنگ دی اور آئندہ کے لائحہ عمل پر غور کیا گیا۔ ذرائع کے مطابق صوبائی حکومت نے بھی اس حوالے سے اقدامات کا اعلان کیا ہے جبکہ شہریوں نے مطالبہ کیا ہے کہ مسائل کے حل کیلئے فوری اقدامات کئے جائیں۔ پولیس کے مطابق واقعے کی تحقیقات جاری ہیں اور ملزمان کی گرفتاری کیلئے چھاپے مارے جا رہے ہیں۔ <box>553 25 681 274</box>
continuation-number: نمبر 9 <box>691 1626 729 1639</box>
continuation-item <box>417 1625 544 1891</box>
continuation-title: کراچی <box>217 1586 241 1597</box>
article-body: وزیراعظم نے کہا کہ حکومت عوام کو ریلیف فراہم کرنے کیلئے اقدامات کر رہی ہے اور اس سلسلے میں مختلف منصوبوں پر کام جاری ہے۔ اجلاس میں متعلقہ حکام نے بریفنگ دی اور آئندہ کے لائحہ عمل پر غور کیا گیا۔ ذرائع کے مطابق صوبائی حکومت نے بھی اس حوالے سے اقدامات کا اعلان کیا ہے جبکہ شہریوں نے مطالبہ کیا ہے کہ مسائل کے حل کیلئے فوری اقدامات کئے جائیں۔ پولیس کے مطابق واقعے کی تحقیقات جاری ہیں اور ملزمان کی گرفتاری کیلئے چھاپے مارے جا رہے ہیں۔ وزیراعظم نے کہا کہ حکومت عوام کو ریلیف فراہم کرنے کیلئے اقدامات کر رہی ہے اور اس سلسلے میں مختلف منصوبوں پر کام جاری ہے۔ اجلاس میں متعلقہ حکام نے بریفنگ دی اور آئندہ کے لائحہ عمل پر غور کیا گیا۔ ذرائع کے مطابق صوبائی حکومت نے بھی اس حوالے سے اقدامات کا اعلان کیا ہے جبکہ شہریوں نے مطالبہ کیا ہے کہ مسائل کے حل کیلئے فوری اقدامات کئے جائیں۔ پولیس کے مطابق واقعے کی تحقیقات جاری ہیں اور ملزمان کی گرفتاری کیلئے چھاپے مارے جا رہے ہیں۔ وزیراعظم نے کہا کہ حکومت عوام کو ریلیف فراہم کرنے کیلئے اقدامات کر رہی ہے اور اس سلسلے میں مختلف منصوبوں پر کام جاری ہے۔ اجلاس میں متعلقہ حکام نے بریفنگ دی اور آئندہ کے لائحہ عمل پر غور کیا گیا۔ ذرائع کے مطابق صوبائی حکومت نے بھی اس حوالے سے اقدامات کا اعلان کیا ہے جبکہ شہریوں نے مطالبہ کیا ہے کہ مسائل کے حل کیلئے فوری اقدامات کئے جائیں۔ پولیس کے مطابق واقعے کی تحقیقات جاری ہیں اور ملزمان کی گرفتاری کیلئے چھاپے مارے جا رہے ہیں۔ <box>142 1995 270 2370</box>
continuation-number: نمبر 2 <box>828 1047 866 1060</box>
continuation-title: ایران <box>630 548 649 559</box>
continuation-header <box>553 816 680 831</box>
continuation-header <box>690 1355 817 1370</box>
continuation-item <box>6 1086 133 1352</box>
continuation-item <box>417 547 544 813</box>
page-number-badge: 5 <box>878 2 894 18</box>
continuation-header <box>143 796 270 811</box>
article-body: وزیراعظم نے کہا کہ حکومت عوام کو ریلیف فراہم کرنے کیلئے اقدامات کر رہی ہے اور اس سلسلے میں مختلف منصوبوں پر کام جاری ہے۔ اجلاس میں متعلقہ حکام نے بریفنگ دی اور آئندہ کے لائحہ عمل پر غور کیا گیا۔ ذرائع کے مطابق صوبائی حکومت نے بھی اس حوالے سے اقدامات کا اعلان کیا ہے جبکہ شہریوں نے مطالبہ کیا ہے کہ مسائل کے حل کیلئے فوری اقدامات کئے جائیں۔ پولیس کے مطابق واقعے کی تحقیقات جاری ہیں اور ملزمان کی گرفتاری کیلئے چھاپے مارے جا رہے ہیں۔ وزیراعظم نے کہا کہ حکومت عوام کو ریلیف فراہم کرنے کیلئے اقدامات کر رہی ہے اور اس سلسلے میں مختلف منصوبوں پر کام جاری ہے۔ اجلاس میں متعلقہ حکام نے بریفنگ دی اور آئندہ کے لائحہ عمل پر غور کیا گیا۔ ذرائع کے مطابق صوبائی حکومت نے بھی اس حوالے سے اقدامات کا اعلان کیا ہے جبکہ شہریوں نے مطالبہ کیا ہے کہ مسائل کے حل کیلئے فوری اقدامات کئے جائیں۔ پولیس کے مطابق واقعے کی تحقیقات جاری ہیں اور ملزمان کی گرفتاری کیلئے چھاپے مارے جا رہے ہیں۔ وزیراعظم نے کہا کہ حکومت عوام کو ریلیف فراہم کرنے کیلئے اقدامات کر رہی ہے اور اس سلسلے میں مختلف منصوبوں پر کام جاری ہے۔ اجلاس میں متعلقہ حکام نے بریفنگ دی اور آئندہ کے لائحہ عمل پر غور کیا گیا۔ ذرائع کے مطابق صوبائی حکومت نے بھی اس حوالے سے اقدامات کا اعلان کیا ہے جبکہ شہریوں نے مطالبہ کیا ہے کہ مسائل کے حل کیلئے فوری اقدامات کئے جائیں۔ پولیس کے مطابق واقعے کی تحقیقات جاری ہیں اور ملزمان کی گرفتاری کیلئے چھاپے مارے جا رہے ہیں۔ وزیراعظم نے کہا کہ حکومت عوام کو ریلیف فراہم کرنے کیلئے اقدامات کر رہی ہے اور اس سلسلے میں مختلف منصوبوں پر کام جاری ہے۔ اجلاس میں متعلقہ حکام نے بریفنگ دی اور آئندہ کے لائحہ عمل پر غور کیا گیا۔ ذرائع کے مطابق صوبائی حکومت نے بھی اس حوالے سے اقدامات کا اعلان کیا ہے جبکہ شہریوں نے مطالبہ کیا ہے کہ مسائل کے حل کیلئے فوری اقدامات کئے جائیں۔ پولیس کے مطابق واقعے کی تحقیقات جاری ہیں اور ملزمان کی گرفتاری کیلئے چھاپے مارے جا رہے ہیں۔ <box>827 1062 954 1562</box>
article-body: وزیراعظم نے کہا کہ حکومت عوام کو ریلیف فراہم کرنے کیلئے اقدامات کر رہی ہے اور اس سلسلے میں مختلف منصوبوں پر کام جاری ہے۔ اجلاس میں متعلقہ حکام نے بریفنگ دی اور آئندہ کے لائحہ عمل پر غور کیا گیا۔ ذرائع کے مطابق صوبائی حکومت نے بھی اس حوالے سے اقدامات کا اعلان کیا ہے جبکہ شہریوں نے مطالبہ کیا ہے کہ مسائل کے حل کیلئے فوری اقدامات کئے جائیں۔ پولیس کے مطابق واقعے کی تحقیقات جاری ہیں اور ملزمان کی گرفتاری کیلئے چھاپے مارے جا رہے ہیں۔ وزیراعظم نے کہا کہ حکومت عوام کو ریلیف فراہم کرنے کیلئے اقدامات کر رہی ہے اور اس سلسلے میں مختلف منصوبوں پر کام جاری ہے۔ اجلاس میں متعلقہ حکام نے بریفنگ دی اور آئندہ کے لائحہ عمل پر غور کیا گیا۔ ذرائع کے مطابق صوبائی حکومت نے بھی اس حوالے سے اقدامات کا اعلان کیا ہے جبکہ شہریوں نے مطالبہ کیا ہے کہ مسائل کے حل کیلئے فوری اقدامات کئے جائیں۔ پولیس کے مطابق واقعے کی تحقیقات جاری ہیں اور ملزمان کی گرفتاری کیلئے چھاپے مارے جا رہے ہیں۔ <box>553 294 681 544</box>
article-body: وزیراعظم نے کہا کہ حکومت عوام کو ریلیف فراہم کرنے کیلئے اقدامات کر رہی ہے اور اس سلسلے میں مختلف منصوبوں پر کام جاری ہے۔ اجلاس میں متعلقہ حکام نے بریفنگ دی اور آئندہ کے لائحہ عمل پر غور کیا گیا۔ ذرائع کے مطابق صوبائی حکومت نے بھی اس حوالے سے اقدامات کا اعلان کیا ہے جبکہ شہریوں نے مطالبہ کیا ہے کہ مسائل کے حل کیلئے فوری اقدامات کئے جائیں۔ پولیس کے مطابق واقعے کی تحقیقات جاری ہیں اور ملزمان کی گرفتاری کیلئے چھاپے مارے جا رہے ہیں۔ وزیراعظم نے کہا کہ حکومت عوام کو ریلیف فراہم کرنے کیلئے اقدامات کر رہی ہے اور اس سلسلے میں مختلف منصوبوں پر کام جاری ہے۔ اجلاس میں متعلقہ حکام نے بریفنگ دی اور آئندہ کے لائحہ عمل پر غور کیا گیا۔ ذرائع کے مطابق صوبائی حکومت نے بھی اس حوالے سے اقدامات کا اعلان کیا ہے جبکہ شہریوں نے مطالبہ کیا ہے کہ مسائل کے حل کیلئے فوری اقدامات کئے جائیں۔ پولیس کے مطابق واقعے کی تحقیقات جاری ہیں اور ملزمان کی گرفتاری کیلئے چھاپے مارے جا رہے ہیں۔ <box>416 25 544 274</box>
continuation-title: پولیس <box>761 818 785 829</box>
continuation-number: نمبر 6 <box>691 817 729 830</box>
continuation-number: نمبر 11 <box>691 2165 736 2178</box>
continuation-item <box>827 1046 954 1562</box>
continuation-number: نمبر 29 <box>281 1626 326 1639</box>
news-column <box>276 25 410 1891</box>
continuation-item <box>6 816 133 1082</box>
article-body: وزیراعظم نے کہا کہ حکومت عوام کو ریلیف فراہم کرنے کیلئے اقدامات کر رہی ہے اور اس سلسلے میں مختلف منصوبوں پر کام جاری ہے۔ اجلاس میں متعلقہ حکام نے بریفنگ دی اور آئندہ کے لائحہ عمل پر غور کیا گیا۔ ذرائع کے مطابق صوبائی حکومت نے بھی اس حوالے سے اقدامات کا اعلان کیا ہے جبکہ شہریوں نے مطالبہ کیا ہے کہ مسائل کے حل کیلئے فوری اقدامات کئے جائیں۔ پولیس کے مطابق واقعے کی تحقیقات جاری ہیں اور ملزمان کی گرفتاری کیلئے چھاپے مارے جا رہے ہیں۔ وزیراعظم نے کہا کہ حکومت عوام کو ریلیف فراہم کرنے کیلئے اقدامات کر رہی ہے اور اس سلسلے میں مختلف منصوبوں پر کام جاری ہے۔ اجلاس میں متعلقہ حکام نے بریفنگ دی اور آئندہ کے لائحہ عمل پر غور کیا گیا۔ ذرائع کے مطابق صوبائی حکومت نے بھی اس حوالے سے اقدامات کا اعلان کیا ہے جبکہ شہریوں نے مطالبہ کیا ہے کہ مسائل کے حل کیلئے فوری اقدامات کئے جائیں۔ پولیس کے مطابق واقعے کی تحقیقات جاری ہیں اور ملزمان کی گرفتاری کیلئے چھاپے مارے جا رہے ہیں۔ <box>690 25 818 274</box>
continuation-number: نمبر 38 <box>7 1087 52 1100</box>
newspaper-title-english: THE DAILY UMMAT KARACHI,MONDAY JULY 14 ,2025 <box>4 3 302 15</box>
continuation-item <box>280 547 407 813</box>
continuation-header <box>553 277 680 292</box>
continuation-item <box>6 1625 133 1891</box>
continuation-item <box>690 816 817 1082</box>
article-body: وزیراعظم نے کہا کہ حکومت عوام کو ریلیف فراہم کرنے کیلئے اقدامات کر رہی ہے اور اس سلسلے میں مختلف منصوبوں پر کام جاری ہے۔ اجلاس میں متعلقہ حکام نے بریفنگ دی اور آئندہ کے لائحہ عمل پر غور کیا گیا۔ ذرائع کے مطابق صوبائی حکومت نے بھی اس حوالے سے اقدامات کا اعلان کیا ہے جبکہ شہریوں نے مطالبہ کیا ہے کہ مسائل کے حل کیلئے فوری اقدامات کئے جائیں۔ پولیس کے مطابق واقعے کی تحقیقات جاری ہیں اور ملزمان کی گرفتاری کیلئے چھاپے مارے جا رہے ہیں۔ وزیراعظم نے کہا کہ حکومت عوام کو ریلیف فراہم کرنے کیلئے اقدامات کر رہی ہے اور اس سلسلے میں مختلف منصوبوں پر کام جاری ہے۔ اجلاس میں متعلقہ حکام نے بریفنگ دی اور آئندہ کے لائحہ عمل پر غور کیا گیا۔ ذرائع کے مطابق صوبائی حکومت نے بھی اس حوالے سے اقدامات کا اعلان کیا ہے جبکہ شہریوں نے مطالبہ کیا ہے کہ مسائل کے حل کیلئے فوری اقدامات کئے جائیں۔ پولیس کے مطابق واقعے کی تحقیقات جاری ہیں اور ملزمان کی گرفتاری کیلئے چھاپے مارے جا رہے ہیں۔ <box>279 1102 407 1352</box>
continuation-number: نمبر 19 <box>418 548 463 561</box>
continuation-item <box>280 1086 407 1352</box>
continuation-number: نمبر 33 <box>144 1586 189 1599</box>
continuation-item <box>143 1979 270 2370</box>
continuation-number: نمبر 25 <box>281 548 326 561</box>
continuation-number: نمبر 37 <box>7 817 52 830</box>
continuation-number: نمبر 7 <box>691 1087 729 1100</box>
continuation-number: نمبر 8 <box>691 1356 729 1369</box>
continuation-title: اجلاس <box>761 1357 785 1368</box>
continuation-number: نمبر 24 <box>281 278 326 291</box>
article-body: وزیراعظم نے کہا کہ حکومت عوام کو ریلیف فراہم کرنے کیلئے اقدامات کر رہی ہے اور اس سلسلے میں مختلف منصوبوں پر کام جاری ہے۔ اجلاس میں متعلقہ حکام نے بریفنگ دی اور آئندہ کے لائحہ عمل پر غور کیا گیا۔ ذرائع کے مطابق صوبائی حکومت نے بھی اس حوالے سے اقدامات کا اعلان کیا ہے جبکہ شہریوں نے مطالبہ کیا ہے کہ مسائل کے حل کیلئے فوری اقدامات کئے جائیں۔ پولیس کے مطابق واقعے کی تحقیقات جاری ہیں اور ملزمان کی گرفتاری کیلئے چھاپے مارے جا رہے ہیں۔ وزیراعظم نے کہا کہ حکومت عوام کو ریلیف فراہم کرنے کیلئے اقدامات کر رہی ہے اور اس سلسلے میں مختلف منصوبوں پر کام جاری ہے۔ اجلاس میں متعلقہ حکام نے بریفنگ دی اور آئندہ کے لائحہ عمل پر غور کیا گیا۔ ذرائع کے مطابق صوبائی حکومت نے بھی اس حوالے سے اقدامات کا اعلان کیا ہے جبکہ شہریوں نے مطالبہ کیا ہے کہ مسائل کے حل کیلئے فوری اقدامات کئے جائیں۔ پولیس کے مطابق واقعے کی تحقیقات جاری ہیں اور ملزمان کی گرفتاری کیلئے چھاپے مارے جا رہے ہیں۔ وزیراعظم نے کہا کہ حکومت عوام کو ریلیف فراہم کرنے کیلئے اقدامات کر رہی ہے اور اس سلسلے میں مختلف منصوبوں پر کام جاری ہے۔ اجلاس میں متعلقہ حکام نے بریفنگ دی اور آئندہ کے لائحہ عمل پر غور کیا گیا۔ ذرائع کے مطابق صوبائی حکومت نے بھی اس حوالے سے اقدامات کا اعلان کیا ہے جبکہ شہریوں نے مطالبہ کیا ہے کہ مسائل کے حل کیلئے فوری اقدامات کئے جائیں۔ پولیس کے مطابق واقعے کی تحقیقات جاری ہیں اور ملزمان کی گرفتاری کیلئے چھاپے مارے جا رہے ہیں۔ <box>142 25 270 399</box>
continuation-title: عوام <box>494 1626 512 1637</box>
article-body: وزیراعظم نے کہا کہ حکومت عوام کو ریلیف فراہم کرنے کیلئے اقدامات کر رہی ہے اور اس سلسلے میں مختلف منصوبوں پر کام جاری ہے۔ اجلاس میں متعلقہ حکام نے بریفنگ دی اور آئندہ کے لائحہ عمل پر غور کیا گیا۔ ذرائع کے مطابق صوبائی حکومت نے بھی اس حوالے سے اقدامات کا اعلان کیا ہے جبکہ شہریوں نے مطالبہ کیا ہے کہ مسائل کے حل کیلئے فوری اقدامات کئے جائیں۔ پولیس کے مطابق واقعے کی تحقیقات جاری ہیں اور ملزمان کی گرفتاری کیلئے چھاپے مارے جا رہے ہیں۔ وزیراعظم نے کہا کہ حکومت عوام کو ریلیف فراہم کرنے کیلئے اقدامات کر رہی ہے اور اس سلسلے میں مختلف منصوبوں پر کام جاری ہے۔ اجلاس میں متعلقہ حکام نے بریفنگ دی اور آئندہ کے لائحہ عمل پر غور کیا گیا۔ ذرائع کے مطابق صوبائی حکومت نے بھی اس حوالے سے اقدامات کا اعلان کیا ہے جبکہ شہریوں نے مطالبہ کیا ہے کہ مسائل کے حل کیلئے فوری اقدامات کئے جائیں۔ پولیس کے مطابق واقعے کی تحقیقات جاری ہیں اور ملزمان کی گرفتاری کیلئے چھاپے مارے جا رہے ہیں۔ وزیراعظم نے کہا کہ حکومت عوام کو ریلیف فراہم کرنے کیلئے اقدامات کر رہی ہے اور اس سلسلے میں مختلف منصوبوں پر کام جاری ہے۔ اجلاس میں متعلقہ حکام نے بریفنگ دی اور آئندہ کے لائحہ عمل پر غور کیا گیا۔ ذرائع کے مطابق صوبائی حکومت نے بھی اس حوالے سے اقدامات کا اعلان کیا ہے جبکہ شہریوں نے مطالبہ کیا ہے کہ مسائل کے حل کیلئے فوری اقدامات کئے جائیں۔ پولیس کے مطابق واقعے کی تحقیقات جاری ہیں اور ملزمان کی گرفتاری کیلئے چھاپے مارے جا رہے ہیں۔ <box>142 1207 270 1582</box>
continuation-header <box>143 1979 270 1994</box>
continuation-number: نمبر 39 <box>7 1356 52 1369</box>
continuation-title: ٹارگٹ کلنگ <box>71 548 113 559</box>
continuation-number: نمبر 22 <box>418 1356 463 1369</box>
continuation-header <box>417 277 544 292</box>
continuation-title: پانی <box>84 279 100 290</box>
continuation-header <box>280 1625 407 1640</box>
article-body: وزیراعظم نے کہا کہ حکومت عوام کو ریلیف فراہم کرنے کیلئے اقدامات کر رہی ہے اور اس سلسلے میں مختلف منصوبوں پر کام جاری ہے۔ اجلاس میں متعلقہ حکام نے بریفنگ دی اور آئندہ کے لائحہ عمل پر غور کیا گیا۔ ذرائع کے مطابق صوبائی حکومت نے بھی اس حوالے سے اقدامات کا اعلان کیا ہے جبکہ شہریوں نے مطالبہ کیا ہے کہ مسائل کے حل کیلئے فوری اقدامات کئے جائیں۔ پولیس کے مطابق واقعے کی تحقیقات جاری ہیں اور ملزمان کی گرفتاری کیلئے چھاپے مارے جا رہے ہیں۔ وزیراعظم نے کہا کہ حکومت عوام کو ریلیف فراہم کرنے کیلئے اقدامات کر رہی ہے اور اس سلسلے میں مختلف منصوبوں پر کام جاری ہے۔ اجلاس میں متعلقہ حکام نے بریفنگ دی اور آئندہ کے لائحہ عمل پر غور کیا گیا۔ ذرائع کے مطابق صوبائی حکومت نے بھی اس حوالے سے اقدامات کا اعلان کیا ہے جبکہ شہریوں نے مطالبہ کیا ہے کہ مسائل کے حل کیلئے فوری اقدامات کئے جائیں۔ پولیس کے مطابق واقعے کی تحقیقات جاری ہیں اور ملزمان کی گرفتاری کیلئے چھاپے مارے جا رہے ہیں۔ <box>690 294 818 544</box>
continuation-title: اسمبلی <box>215 404 243 415</box>
continuation-item <box>6 1355 133 1621</box>
continuation-title: آئی ایم ایف <box>482 279 524 290</box>
continuation-item <box>6 1894 133 2160</box>
continuation-header <box>280 1355 407 1370</box>
continuation-item <box>417 1355 544 1621</box>
article-body: وزیراعظم نے کہا کہ حکومت عوام کو ریلیف فراہم کرنے کیلئے اقدامات کر رہی ہے اور اس سلسلے میں مختلف منصوبوں پر کام جاری ہے۔ اجلاس میں متعلقہ حکام نے بریفنگ دی اور آئندہ کے لائحہ عمل پر غور کیا گیا۔ ذرائع کے مطابق صوبائی حکومت نے بھی اس حوالے سے اقدامات کا اعلان کیا ہے جبکہ شہریوں نے مطالبہ کیا ہے کہ مسائل کے حل کیلئے فوری اقدامات کئے جائیں۔ پولیس کے مطابق واقعے کی تحقیقات جاری ہیں اور ملزمان کی گرفتاری کیلئے چھاپے مارے جا رہے ہیں۔ وزیراعظم نے کہا کہ حکومت عوام کو ریلیف فراہم کرنے کیلئے اقدامات کر رہی ہے اور اس سلسلے میں مختلف منصوبوں پر کام جاری ہے۔ اجلاس میں متعلقہ حکام نے بریفنگ دی اور آئندہ کے لائحہ عمل پر غور کیا گیا۔ ذرائع کے مطابق صوبائی حکومت نے بھی اس حوالے سے اقدامات کا اعلان کیا ہے جبکہ شہریوں نے مطالبہ کیا ہے کہ مسائل کے حل کیلئے فوری اقدامات کئے جائیں۔ پولیس کے مطابق واقعے کی تحقیقات جاری ہیں اور ملزمان کی گرفتاری کیلئے چھاپے مارے جا رہے ہیں۔ <box>416 1102 544 1352</box>
article-body: وزیراعظم نے کہا کہ حکومت عوام کو ریلیف فراہم کرنے کیلئے اقدامات کر رہی ہے اور اس سلسلے میں مختلف منصوبوں پر کام جاری ہے۔ اجلاس میں متعلقہ حکام نے بریفنگ دی اور آئندہ کے لائحہ عمل پر غور کیا گیا۔ ذرائع کے مطابق صوبائی حکومت نے بھی اس حوالے سے اقدامات کا اعلان کیا ہے جبکہ شہریوں نے مطالبہ کیا ہے کہ مسائل کے حل کیلئے فوری اقدامات کئے جائیں۔ پولیس کے مطابق واقعے کی تحقیقات جاری ہیں اور ملزمان کی گرفتاری کیلئے چھاپے مارے جا رہے ہیں۔ وزیراعظم نے کہا کہ حکومت عوام کو ریلیف فراہم کرنے کیلئے اقدامات کر رہی ہے اور اس سلسلے میں مختلف منصوبوں پر کام جاری ہے۔ اجلاس میں متعلقہ حکام نے بریفنگ دی اور آئندہ کے لائحہ عمل پر غور کیا گیا۔ ذرائع کے مطابق صوبائی حکومت نے بھی اس حوالے سے اقدامات کا اعلان کیا ہے جبکہ شہریوں نے مطالبہ کیا ہے کہ مسائل کے حل کیلئے فوری اقدامات کئے جائیں۔ پولیس کے مطابق واقعے کی تحقیقات جاری ہیں اور ملزمان کی گرفتاری کیلئے چھاپے مارے جا رہے ہیں۔ <box>416 1641 544 1891</box>
continuation-item <box>280 277 407 543</box>
article-body: وزیراعظم نے کہا کہ حکومت عوام کو ریلیف فراہم کرنے کیلئے اقدامات کر رہی ہے اور اس سلسلے میں مختلف منصوبوں پر کام جاری ہے۔ اجلاس میں متعلقہ حکام نے بریفنگ دی اور آئندہ کے لائحہ عمل پر غور کیا گیا۔ ذرائع کے مطابق صوبائی حکومت نے بھی اس حوالے سے اقدامات کا اعلان کیا ہے جبکہ شہریوں نے مطالبہ کیا ہے کہ مسائل کے حل کیلئے فوری اقدامات کئے جائیں۔ پولیس کے مطابق واقعے کی تحقیقات جاری ہیں اور ملزمان کی گرفتاری کیلئے چھاپے مارے جا رہے ہیں۔ وزیراعظم نے کہا کہ حکومت عوام کو ریلیف فراہم کرنے کیلئے اقدامات کر رہی ہے اور اس سلسلے میں مختلف منصوبوں پر کام جاری ہے۔ اجلاس میں متعلقہ حکام نے بریفنگ دی اور آئندہ کے لائحہ عمل پر غور کیا گیا۔ ذرائع کے مطابق صوبائی حکومت نے بھی اس حوالے سے اقدامات کا اعلان کیا ہے جبکہ شہریوں نے مطالبہ کیا ہے کہ مسائل کے حل کیلئے فوری اقدامات کئے جائیں۔ پولیس کے مطابق واقعے کی تحقیقات جاری ہیں اور ملزمان کی گرفتاری کیلئے چھاپے مارے جا رہے ہیں۔ <box>5 1102 133 1352</box>
continuation-header <box>690 277 817 292</box>
continuation-header <box>690 547 817 562</box>
continuation-item <box>553 547 680 813</box>
continuation-title: افغانستان <box>622 818 657 829</box>
continuation-item <box>6 277 133 543</box>
continuation-number: نمبر 13 <box>554 548 599 561</box>
article-body: وزیراعظم نے کہا کہ حکومت عوام کو ریلیف فراہم کرنے کیلئے اقدامات کر رہی ہے اور اس سلسلے میں مختلف منصوبوں پر کام جاری ہے۔ اجلاس میں متعلقہ حکام نے بریفنگ دی اور آئندہ کے لائحہ عمل پر غور کیا گیا۔ ذرائع کے مطابق صوبائی حکومت نے بھی اس حوالے سے اقدامات کا اعلان کیا ہے جبکہ شہریوں نے مطالبہ کیا ہے کہ مسائل کے حل کیلئے فوری اقدامات کئے جائیں۔ پولیس کے مطابق واقعے کی تحقیقات جاری ہیں اور ملزمان کی گرفتاری کیلئے چھاپے مارے جا رہے ہیں۔ وزیراعظم نے کہا کہ حکومت عوام کو ریلیف فراہم کرنے کیلئے اقدامات کر رہی ہے اور اس سلسلے میں مختلف منصوبوں پر کام جاری ہے۔ اجلاس میں متعلقہ حکام نے بریفنگ دی اور آئندہ کے لائحہ عمل پر غور کیا گیا۔ ذرائع کے مطابق صوبائی حکومت نے بھی اس حوالے سے اقدامات کا اعلان کیا ہے جبکہ شہریوں نے مطالبہ کیا ہے کہ مسائل کے حل کیلئے فوری اقدامات کئے جائیں۔ پولیس کے مطابق واقعے کی تحقیقات جاری ہیں اور ملزمان کی گرفتاری کیلئے چھاپے مارے جا رہے ہیں۔ <box>690 833 818 1083</box>
continuation-item <box>280 1625 407 1891</box>
continuation-item <box>553 816 680 1082</box>
continuation-item <box>690 1625 817 1891</box>
continuation-header <box>827 527 954 542</box>
continuation-header <box>553 1355 680 1370</box>
continuation-number: نمبر 4 <box>691 278 729 291</box>
continuation-header <box>280 277 407 292</box>
continuation-number: نمبر 27 <box>281 1087 326 1100</box>
article-body: وزیراعظم نے کہا کہ حکومت عوام کو ریلیف فراہم کرنے کیلئے اقدامات کر رہی ہے اور اس سلسلے میں مختلف منصوبوں پر کام جاری ہے۔ اجلاس میں متعلقہ حکام نے بریفنگ دی اور آئندہ کے لائحہ عمل پر غور کیا گیا۔ ذرائع کے مطابق صوبائی حکومت نے بھی اس حوالے سے اقدامات کا اعلان کیا ہے جبکہ شہریوں نے مطالبہ کیا ہے کہ مسائل کے حل کیلئے فوری اقدامات کئے جائیں۔ پولیس کے مطابق واقعے کی تحقیقات جاری ہیں اور ملزمان کی گرفتاری کیلئے چھاپے مارے جا رہے ہیں۔ وزیراعظم نے کہا کہ حکومت عوام کو ریلیف فراہم کرنے کیلئے اقدامات کر رہی ہے اور اس سلسلے میں مختلف منصوبوں پر کام جاری ہے۔ اجلاس میں متعلقہ حکام نے بریفنگ دی اور آئندہ کے لائحہ عمل پر غور کیا گیا۔ ذرائع کے مطابق صوبائی حکومت نے بھی اس حوالے سے اقدامات کا اعلان کیا ہے جبکہ شہریوں نے مطالبہ کیا ہے کہ مسائل کے حل کیلئے فوری اقدامات کئے جائیں۔ پولیس کے مطابق واقعے کی تحقیقات جاری ہیں اور ملزمان کی گرفتاری کیلئے چھاپے مارے جا رہے ہیں۔ <box>5 1911 133 2160</box>
article-body: وزیراعظم نے کہا کہ حکومت عوام کو ریلیف فراہم کرنے کیلئے اقدامات کر رہی ہے اور اس سلسلے میں مختلف منصوبوں پر کام جاری ہے۔ اجلاس میں متعلقہ حکام نے بریفنگ دی اور آئندہ کے لائحہ عمل پر غور کیا گیا۔ ذرائع کے مطابق صوبائی حکومت نے بھی اس حوالے سے اقدامات کا اعلان کیا ہے جبکہ شہریوں نے مطالبہ کیا ہے کہ مسائل کے حل کیلئے فوری اقدامات کئے جائیں۔ پولیس کے مطابق واقعے کی تحقیقات جاری ہیں اور ملزمان کی گرفتاری کیلئے چھاپے مارے جا رہے ہیں۔ وزیراعظم نے کہا کہ حکومت عوام کو ریلیف فراہم کرنے کیلئے اقدامات کر رہی ہے اور اس سلسلے میں مختلف منصوبوں پر کام جاری ہے۔ اجلاس میں متعلقہ حکام نے بریفنگ دی اور آئندہ کے لائحہ عمل پر غور کیا گیا۔ ذرائع کے مطابق صوبائی حکومت نے بھی اس حوالے سے اقدامات کا اعلان کیا ہے جبکہ شہریوں نے مطالبہ کیا ہے کہ مسائل کے حل کیلئے فوری اقدامات کئے جائیں۔ پولیس کے مطابق واقعے کی تحقیقات جاری ہیں اور ملزمان کی گرفتاری کیلئے چھاپے مارے جا رہے ہیں۔ <box>553 1102 681 1352</box>
article-body: وزیراعظم نے کہا کہ حکومت عوام کو ریلیف فراہم کرنے کیلئے اقدامات کر رہی ہے اور اس سلسلے میں مختلف منصوبوں پر کام جاری ہے۔ اجلاس میں متعلقہ حکام نے بریفنگ دی اور آئندہ کے لائحہ عمل پر غور کیا گیا۔ ذرائع کے مطابق صوبائی حکومت نے بھی اس حوالے سے اقدامات کا اعلان کیا ہے جبکہ شہریوں نے مطالبہ کیا ہے کہ مسائل کے حل کیلئے فوری اقدامات کئے جائیں۔ پولیس کے مطابق واقعے کی تحقیقات جاری ہیں اور ملزمان کی گرفتاری کیلئے چھاپے مارے جا رہے ہیں۔ وزیراعظم نے کہا کہ حکومت عوام کو ریلیف فراہم کرنے کیلئے اقدامات کر رہی ہے اور اس سلسلے میں مختلف منصوبوں پر کام جاری ہے۔ اجلاس میں متعلقہ حکام نے بریفنگ دی اور آئندہ کے لائحہ عمل پر غور کیا گیا۔ ذرائع کے مطابق صوبائی حکومت نے بھی اس حوالے سے اقدامات کا اعلان کیا ہے جبکہ شہریوں نے مطالبہ کیا ہے کہ مسائل کے حل کیلئے فوری اقدامات کئے جائیں۔ پولیس کے مطابق واقعے کی تحقیقات جاری ہیں اور ملزمان کی گرفتاری کیلئے چھاپے مارے جا رہے ہیں۔ <box>5 563 133 813</box>
article-body: وزیراعظم نے کہا کہ حکومت عوام کو ریلیف فراہم کرنے کیلئے اقدامات کر رہی ہے اور اس سلسلے میں مختلف منصوبوں پر کام جاری ہے۔ اجلاس میں متعلقہ حکام نے بریفنگ دی اور آئندہ کے لائحہ عمل پر غور کیا گیا۔ ذرائع کے مطابق صوبائی حکومت نے بھی اس حوالے سے اقدامات کا اعلان کیا ہے جبکہ شہریوں نے مطالبہ کیا ہے کہ مسائل کے حل کیلئے فوری اقدامات کئے جائیں۔ پولیس کے مطابق واقعے کی تحقیقات جاری ہیں اور ملزمان کی گرفتاری کیلئے چھاپے مارے جا رہے ہیں۔ وزیراعظم نے کہا کہ حکومت عوام کو ریلیف فراہم کرنے کیلئے اقدامات کر رہی ہے اور اس سلسلے میں مختلف منصوبوں پر کام جاری ہے۔ اجلاس میں متعلقہ حکام نے بریفنگ دی اور آئندہ کے لائحہ عمل پر غور کیا گیا۔ ذرائع کے مطابق صوبائی حکومت نے بھی اس حوالے سے اقدامات کا اعلان کیا ہے جبکہ شہریوں نے مطالبہ کیا ہے کہ مسائل کے حل کیلئے فوری اقدامات کئے جائیں۔ پولیس کے مطابق واقعے کی تحقیقات جاری ہیں اور ملزمان کی گرفتاری کیلئے چھاپے مارے جا رہے ہیں۔ <box>690 1372 818 1622</box>
continuation-title: ملزمان <box>79 1626 105 1637</box>
article-body: وزیراعظم نے کہا کہ حکومت عوام کو ریلیف فراہم کرنے کیلئے اقدامات کر رہی ہے اور اس سلسلے میں مختلف منصوبوں پر کام جاری ہے۔ اجلاس میں متعلقہ حکام نے بریفنگ دی اور آئندہ کے لائحہ عمل پر غور کیا گیا۔ ذرائع کے مطابق صوبائی حکومت نے بھی اس حوالے سے اقدامات کا اعلان کیا ہے جبکہ شہریوں نے مطالبہ کیا ہے کہ مسائل کے حل کیلئے فوری اقدامات کئے جائیں۔ پولیس کے مطابق واقعے کی تحقیقات جاری ہیں اور ملزمان کی گرفتاری کیلئے چھاپے مارے جا رہے ہیں۔ وزیراعظم نے کہا کہ حکومت عوام کو ریلیف فراہم کرنے کیلئے اقدامات کر رہی ہے اور اس سلسلے میں مختلف منصوبوں پر کام جاری ہے۔ اجلاس میں متعلقہ حکام نے بریفنگ دی اور آئندہ کے لائحہ عمل پر غور کیا گیا۔ ذرائع کے مطابق صوبائی حکومت نے بھی اس حوالے سے اقدامات کا اعلان کیا ہے جبکہ شہریوں نے مطالبہ کیا ہے کہ مسائل کے حل کیلئے فوری اقدامات کئے جائیں۔ پولیس کے مطابق واقعے کی تحقیقات جاری ہیں اور ملزمان کی گرفتاری کیلئے چھاپے مارے جا رہے ہیں۔ <box>416 833 544 1083</box>
continuation-title: تجارت <box>354 818 377 829</box>
continuation-item <box>690 1355 817 1621</box>
continuation-title: امریکہ <box>760 548 785 559</box>
article-body: وزیراعظم نے کہا کہ حکومت عوام کو ریلیف فراہم کرنے کیلئے اقدامات کر رہی ہے اور اس سلسلے میں مختلف منصوبوں پر کام جاری ہے۔ اجلاس میں متعلقہ حکام نے بریفنگ دی اور آئندہ کے لائحہ عمل پر غور کیا گیا۔ ذرائع کے مطابق صوبائی حکومت نے بھی اس حوالے سے اقدامات کا اعلان کیا ہے جبکہ شہریوں نے مطالبہ کیا ہے کہ مسائل کے حل کیلئے فوری اقدامات کئے جائیں۔ پولیس کے مطابق واقعے کی تحقیقات جاری ہیں اور ملزمان کی گرفتاری کیلئے چھاپے مارے جا رہے ہیں۔ وزیراعظم نے کہا کہ حکومت عوام کو ریلیف فراہم کرنے کیلئے اقدامات کر رہی ہے اور اس سلسلے میں مختلف منصوبوں پر کام جاری ہے۔ اجلاس میں متعلقہ حکام نے بریفنگ دی اور آئندہ کے لائحہ عمل پر غور کیا گیا۔ ذرائع کے مطابق صوبائی حکومت نے بھی اس حوالے سے اقدامات کا اعلان کیا ہے جبکہ شہریوں نے مطالبہ کیا ہے کہ مسائل کے حل کیلئے فوری اقدامات کئے جائیں۔ پولیس کے مطابق واقعے کی تحقیقات جاری ہیں اور ملزمان کی گرفتاری کیلئے چھاپے مارے جا رہے ہیں۔ <box>279 563 407 813</box>
continuation-header <box>417 1355 544 1370</box>
continuation-item <box>143 402 270 793</box>
continuation-item <box>690 277 817 543</box>
continuation-item <box>143 1585 270 1976</box>
article-body: وزیراعظم نے کہا کہ حکومت عوام کو ریلیف فراہم کرنے کیلئے اقدامات کر رہی ہے اور اس سلسلے میں مختلف منصوبوں پر کام جاری ہے۔ اجلاس میں متعلقہ حکام نے بریفنگ دی اور آئندہ کے لائحہ عمل پر غور کیا گیا۔ ذرائع کے مطابق صوبائی حکومت نے بھی اس حوالے سے اقدامات کا اعلان کیا ہے جبکہ شہریوں نے مطالبہ کیا ہے کہ مسائل کے حل کیلئے فوری اقدامات کئے جائیں۔ پولیس کے مطابق واقعے کی تحقیقات جاری ہیں اور ملزمان کی گرفتاری کیلئے چھاپے مارے جا رہے ہیں۔ وزیراعظم نے کہا کہ حکومت عوام کو ریلیف فراہم کرنے کیلئے اقدامات کر رہی ہے اور اس سلسلے میں مختلف منصوبوں پر کام جاری ہے۔ اجلاس میں متعلقہ حکام نے بریفنگ دی اور آئندہ کے لائحہ عمل پر غور کیا گیا۔ ذرائع کے مطابق صوبائی حکومت نے بھی اس حوالے سے اقدامات کا اعلان کیا ہے جبکہ شہریوں نے مطالبہ کیا ہے کہ مسائل کے حل کیلئے فوری اقدامات کئے جائیں۔ پولیس کے مطابق واقعے کی تحقیقات جاری ہیں اور ملزمان کی گرفتاری کیلئے چھاپے مارے جا رہے ہیں۔ <box>279 1372 407 1622</box>
news-columns <box>3 25 957 2430</box>
continuation-header <box>143 1585 270 1600</box>
continuation-number: نمبر 5 <box>691 548 729 561</box>
article-body: وزیراعظم نے کہا کہ حکومت عوام کو ریلیف فراہم کرنے کیلئے اقدامات کر رہی ہے اور اس سلسلے میں مختلف منصوبوں پر کام جاری ہے۔ اجلاس میں متعلقہ حکام نے بریفنگ دی اور آئندہ کے لائحہ عمل پر غور کیا گیا۔ ذرائع کے مطابق صوبائی حکومت نے بھی اس حوالے سے اقدامات کا اعلان کیا ہے جبکہ شہریوں نے مطالبہ کیا ہے کہ مسائل کے حل کیلئے فوری اقدامات کئے جائیں۔ پولیس کے مطابق واقعے کی تحقیقات جاری ہیں اور ملزمان کی گرفتاری کیلئے چھاپے مارے جا رہے ہیں۔ وزیراعظم نے کہا کہ حکومت عوام کو ریلیف فراہم کرنے کیلئے اقدامات کر رہی ہے اور اس سلسلے میں مختلف منصوبوں پر کام جاری ہے۔ اجلاس میں متعلقہ حکام نے بریفنگ دی اور آئندہ کے لائحہ عمل پر غور کیا گیا۔ ذرائع کے مطابق صوبائی حکومت نے بھی اس حوالے سے اقدامات کا اعلان کیا ہے جبکہ شہریوں نے مطالبہ کیا ہے کہ مسائل کے حل کیلئے فوری اقدامات کئے جائیں۔ پولیس کے مطابق واقعے کی تحقیقات جاری ہیں اور ملزمان کی گرفتاری کیلئے چھاپے مارے جا رہے ہیں۔ <box>553 563 681 813</box>
continuation-header <box>827 1565 954 1580</box>
continuation-number: نمبر 17 <box>554 1626 599 1639</box>
continuation-number: نمبر 28 <box>281 1356 326 1369</box>
continuation-header <box>6 1625 133 1640</box>
news-column <box>549 25 683 1891</box>
continuation-item <box>417 816 544 1082</box>
continuation-header <box>690 1086 817 1101</box>
continuation-item <box>553 1355 680 1621</box>
continuation-title: پاکستان <box>895 528 924 539</box>
continuation-title: بجلی <box>356 279 375 290</box>
continuation-number: نمبر 21 <box>418 1087 463 1100</box>
continuation-title: سیلاب <box>491 1357 514 1368</box>
continuation-number: نمبر 16 <box>554 1356 599 1369</box>
continuation-header <box>553 1625 680 1640</box>
article-body: وزیراعظم نے کہا کہ حکومت عوام کو ریلیف فراہم کرنے کیلئے اقدامات کر رہی ہے اور اس سلسلے میں مختلف منصوبوں پر کام جاری ہے۔ اجلاس میں متعلقہ حکام نے بریفنگ دی اور آئندہ کے لائحہ عمل پر غور کیا گیا۔ ذرائع کے مطابق صوبائی حکومت نے بھی اس حوالے سے اقدامات کا اعلان کیا ہے جبکہ شہریوں نے مطالبہ کیا ہے کہ مسائل کے حل کیلئے فوری اقدامات کئے جائیں۔ پولیس کے مطابق واقعے کی تحقیقات جاری ہیں اور ملزمان کی گرفتاری کیلئے چھاپے مارے جا رہے ہیں۔ وزیراعظم نے کہا کہ حکومت عوام کو ریلیف فراہم کرنے کیلئے اقدامات کر رہی ہے اور اس سلسلے میں مختلف منصوبوں پر کام جاری ہے۔ اجلاس میں متعلقہ حکام نے بریفنگ دی اور آئندہ کے لائحہ عمل پر غور کیا گیا۔ ذرائع کے مطابق صوبائی حکومت نے بھی اس حوالے سے اقدامات کا اعلان کیا ہے جبکہ شہریوں نے مطالبہ کیا ہے کہ مسائل کے حل کیلئے فوری اقدامات کئے جائیں۔ پولیس کے مطابق واقعے کی تحقیقات جاری ہیں اور ملزمان کی گرفتاری کیلئے چھاپے مارے جا رہے ہیں۔ <box>690 1102 818 1352</box>
continuation-item <box>143 796 270 1187</box>
news-column <box>686 25 820 2430</box>
continuation-header <box>6 816 133 831</box>
article-body: وزیراعظم نے کہا کہ حکومت عوام کو ریلیف فراہم کرنے کیلئے اقدامات کر رہی ہے اور اس سلسلے میں مختلف منصوبوں پر کام جاری ہے۔ اجلاس میں متعلقہ حکام نے بریفنگ دی اور آئندہ کے لائحہ عمل پر غور کیا گیا۔ ذرائع کے مطابق صوبائی حکومت نے بھی اس حوالے سے اقدامات کا اعلان کیا ہے جبکہ شہریوں نے مطالبہ کیا ہے کہ مسائل کے حل کیلئے فوری اقدامات کئے جائیں۔ پولیس کے مطابق واقعے کی تحقیقات جاری ہیں اور ملزمان کی گرفتاری کیلئے چھاپے مارے جا رہے ہیں۔ وزیراعظم نے کہا کہ حکومت عوام کو ریلیف فراہم کرنے کیلئے اقدامات کر رہی ہے اور اس سلسلے میں مختلف منصوبوں پر کام جاری ہے۔ اجلاس میں متعلقہ حکام نے بریفنگ دی اور آئندہ کے لائحہ عمل پر غور کیا گیا۔ ذرائع کے مطابق صوبائی حکومت نے بھی اس حوالے سے اقدامات کا اعلان کیا ہے جبکہ شہریوں نے مطالبہ کیا ہے کہ مسائل کے حل کیلئے فوری اقدامات کئے جائیں۔ پولیس کے مطابق واقعے کی تحقیقات جاری ہیں اور ملزمان کی گرفتاری کیلئے چھاپے مارے جا رہے ہیں۔ وزیراعظم نے کہا کہ حکومت عوام کو ریلیف فراہم کرنے کیلئے اقدامات کر رہی ہے اور اس سلسلے میں مختلف منصوبوں پر کام جاری ہے۔ اجلاس میں متعلقہ حکام نے بریفنگ دی اور آئندہ کے لائحہ عمل پر غور کیا گیا۔ ذرائع کے مطابق صوبائی حکومت نے بھی اس حوالے سے اقدامات کا اعلان کیا ہے جبکہ شہریوں نے مطالبہ کیا ہے کہ مسائل کے حل کیلئے فوری اقدامات کئے جائیں۔ پولیس کے مطابق واقعے کی تحقیقات جاری ہیں اور ملزمان کی گرفتاری کیلئے چھاپے مارے جا رہے ہیں۔ <box>142 1601 270 1976</box>
article-body: وزیراعظم نے کہا کہ حکومت عوام کو ریلیف فراہم کرنے کیلئے اقدامات کر رہی ہے اور اس سلسلے میں مختلف منصوبوں پر کام جاری ہے۔ اجلاس میں متعلقہ حکام نے بریفنگ دی اور آئندہ کے لائحہ عمل پر غور کیا گیا۔ ذرائع کے مطابق صوبائی حکومت نے بھی اس حوالے سے اقدامات کا اعلان کیا ہے جبکہ شہریوں نے مطالبہ کیا ہے کہ مسائل کے حل کیلئے فوری اقدامات کئے جائیں۔ پولیس کے مطابق واقعے کی تحقیقات جاری ہیں اور ملزمان کی گرفتاری کیلئے چھاپے مارے جا رہے ہیں۔ وزیراعظم نے کہا کہ حکومت عوام کو ریلیف فراہم کرنے کیلئے اقدامات کر رہی ہے اور اس سلسلے میں مختلف منصوبوں پر کام جاری ہے۔ اجلاس میں متعلقہ حکام نے بریفنگ دی اور آئندہ کے لائحہ عمل پر غور کیا گیا۔ ذرائع کے مطابق صوبائی حکومت نے بھی اس حوالے سے اقدامات کا اعلان کیا ہے جبکہ شہریوں نے مطالبہ کیا ہے کہ مسائل کے حل کیلئے فوری اقدامات کئے جائیں۔ پولیس کے مطابق واقعے کی تحقیقات جاری ہیں اور ملزمان کی گرفتاری کیلئے چھاپے مارے جا رہے ہیں۔ <box>690 1911 818 2160</box>
continuation-header <box>143 402 270 417</box>
article-body: وزیراعظم نے کہا کہ حکومت عوام کو ریلیف فراہم کرنے کیلئے اقدامات کر رہی ہے اور اس سلسلے میں مختلف منصوبوں پر کام جاری ہے۔ اجلاس میں متعلقہ حکام نے بریفنگ دی اور آئندہ کے لائحہ عمل پر غور کیا گیا۔ ذرائع کے مطابق صوبائی حکومت نے بھی اس حوالے سے اقدامات کا اعلان کیا ہے جبکہ شہریوں نے مطالبہ کیا ہے کہ مسائل کے حل کیلئے فوری اقدامات کئے جائیں۔ پولیس کے مطابق واقعے کی تحقیقات جاری ہیں اور ملزمان کی گرفتاری کیلئے چھاپے مارے جا رہے ہیں۔ وزیراعظم نے کہا کہ حکومت عوام کو ریلیف فراہم کرنے کیلئے اقدامات کر رہی ہے اور اس سلسلے میں مختلف منصوبوں پر کام جاری ہے۔ اجلاس میں متعلقہ حکام نے بریفنگ دی اور آئندہ کے لائحہ عمل پر غور کیا گیا۔ ذرائع کے مطابق صوبائی حکومت نے بھی اس حوالے سے اقدامات کا اعلان کیا ہے جبکہ شہریوں نے مطالبہ کیا ہے کہ مسائل کے حل کیلئے فوری اقدامات کئے جائیں۔ پولیس کے مطابق واقعے کی تحقیقات جاری ہیں اور ملزمان کی گرفتاری کیلئے چھاپے مارے جا رہے ہیں۔ <box>279 294 407 544</box>
